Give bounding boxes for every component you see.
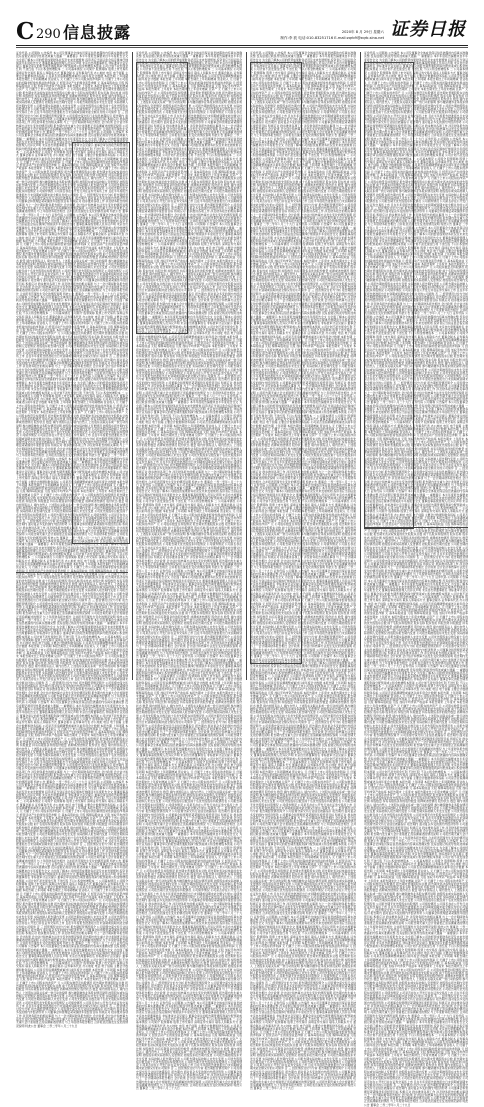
column-1-text: 证券代码 公司简称 公告编号 本公司及董事会全体成员保证信息披露的内容真实准确完整 没有虚假记载误导性陈述或重大遗漏 一 重要提示 本半年度报告摘要来自半年度报告全文 为全面了解本公司的经营成果财务状况及未来发展规划 投资者应当到证监会指定媒体仔细阅读半年度报告全文 董事监事高级管理人员异议声明 未亲自出席董事姓名 非标准审计意见提示 董事会审议的报告期普通股利润分配预案或公积金转增股本预案 公司计划不派发现金红利 不送红股 不以公积金转增股本 二 公司基本情况 公司简介 股票简称 股票上市交易所 深圳证券交易所 联系人和联系方式 董事会秘书 证券事务代表 办公地址 电话 电子信箱 主要会计数据和财务指标 公司是否需追溯调整或重述以前年度会计数据 本报告期 上年同期 本报告期比上年同期增减 营业收入 元 归属于上市公司股东的净利润 元 归属于上市公司股东的扣除非经常性损益的净利润 元 经营活动产生的现金流量净额 元 基本每股收益 元股 稀释每股收益 元股 加权平均净资产收益率 本报告期末 上年度末 本报告期末比上年度末增减 总资产 元 归属于上市公司股东的净资产 元 公司股东数量及持股情况 报告期末普通股股东总数 报告期末表决权恢复的优先股股东总数 前十名股东持股情况 股东名称 股东性质 持股比例 持股数量 持有有限售条件的股份数量 质押或冻结情况 股份状态 数量 境内非国有法人 境内自然人 上述股东关联关系或一致行动的说明 参与融资融券业务股东情况说明 控股股东或实际控制人变更情况 控股股东报告期内变更 公司报告期控股股东未发生变更 实际控制人报告期内变更 公司报告期实际控制人未发生变更 公司优先股股东总数及前十名优先股股东持股情况表 公司报告期无优先股股东持股情况 公司债券情况 公司是否存在公开发行并在证券交易所上市 且在半年度报告批准报出日未到期或到期未能全额兑付的公司债券 否 三 经营情况讨论与分析 报告期经营情况简介 公司需遵守深交所行业信息披露指引 报告期内 面对复杂多变的国内外经济形势 公司董事会和管理层紧紧围绕年度经营目标 积极应对 稳步推进各项工作 涉及财务报告的相关事项 与上一会计期间财务报告相比 会计政策 会计估计和核算方法发生变化的情况说明 报告期内发生重大会计差错更正需追溯重述的情况说明 公司报告期无重大会计差错更正需追溯重述的情况 与上年度财务报告相比 合并报表范围发生变化的情况说明 特此公告 董事会 二零二零年八月二十九日 证券代码 公司简称 公告编号 本公司及董事会全体成员保证信息披露的内容真实准确完整 没有虚假记载误导性陈述或重大遗漏 一 重要提示 本半年度报告摘要来自半年度报告全文 为全面了解本公司的经营成果财务状况及未来发展规划 投资者应当到证监会指定媒体仔细阅读半年度报告全文 董事监事高级管理人员异议声明 未亲自出席董事姓名 非标准审计意见提示 董事会审议的报告期普通股利润分配预案或公积金转增股本预案 公司计划不派发现金红利 不送红股 不以公积金转增股本 二 公司基本情况 公司简介 股票简称 股票上市交易所 深圳证券交易所 联系人和联系方式 董事会秘书 证券事务代表 办公地址 电话 电子信箱 主要会计数据和财务指标 公司是否需追溯调整或重述以前年度会计数据 本报告期 上年同期 本报告期比上年同期增减 营业收入 元 归属于上市公司股东的净利润 元 归属于上市公司股东的扣除非经常性损益的净利润 元 经营活动产生的现金流量净额 元 基本每股收益 元股 稀释每股收益 元股 加权平均净资产收益率 本报告期末 上年度末 本报告期末比上年度末增减 总资产 元 归属于上市公司股东的净资产 元 公司股东数量及持股情况 报告期末普通股股东总数 报告期末表决权恢复的优先股股东总数 前十名股东持股情况 股东名称 股东性质 持股比例 持股数量 持有有限售条件的股份数量 质押或冻结情况 股份状态 数量 境内非国有法人 境内自然人 上述股东关联关系或一致行动的说明 参与融资融券业务股东情况说明 控股股东或实际控制人变更情况 控股股东报告期内变更 公司报告期控股股东未发生变更 实际控制人报告期内变更 公司报告期实际控制人未发生变更 公司优先股股东总数及前十名优先股股东持股情况表 公司报告期无优先股股东持股情况 公司债券情况 公司是否存在公开发行并在证券交易所上市 且在半年度报告批准报出日未到期或到期未能全额兑付的公司债券 否 三 经营情况讨论与分析 报告期经营情况简介 公司需遵守深交所行业信息披露指引 报告期内 面对复杂多变的国内外经济形势 公司董事会和管理层紧紧围绕年度经营目标 积极应对 稳步推进各项工作 涉及财务报告的相关事项 与上一会计期间财务报告相比 会计政策 会计估计和核算方法发生变化的情况说明 报告期内发生重大会计差错更正需追溯重述的情况说明 公司报告期无重大会计差错更正需追溯重述的情况 与上年度财务报告相比 合并报表范围发生变化的情况说明 特此公告 董事会 二零二零年八月二十九日 证券代码 公司简称 公告编号 本公司及董事会全体成员保证信息披露的内容真实准确完整 没有虚假记载误导性陈述或重大遗漏 一 重要提示 本半年度报告摘要来自半年度报告全文 为全面了解本公司的经营成果财务状况及未来发展规划 投资者应当到证监会指定媒体仔细阅读半年度报告全文 董事监事高级管理人员异议声明 未亲自出席董事姓名 非标准审计意见提示 董事会审议的报告期普通股利润分配预案或公积金转增股本预案 公司计划不派发现金红利 不送红股 不以公积金转增股本 二 公司基本情况 公司简介 股票简称 股票上市交易所 深圳证券交易所 联系人和联系方式 董事会秘书 证券事务代表 办公地址 电话 电子信箱 主要会计数据和财务指标 公司是否需追溯调整或重述以前年度会计数据 本报告期 上年同期 本报告期比上年同期增减 营业收入 元 归属于上市公司股东的净利润 元 归属于上市公司股东的扣除非经常性损益的净利润 元 经营活动产生的现金流量净额 元 基本每股收益 元股 稀释每股收益 元股 加权平均净资产收益率 本报告期末 上年度末 本报告期末比上年度末增减 总资产 元 归属于上市公司股东的净资产 元 公司股东数量及持股情况 报告期末普通股股东总数 报告期末表决权恢复的优先股股东总数 前十名股东持股情况 股东名称 股东性质 持股比例 持股数量 持有有限售条件的股份数量 质押或冻结情况 股份状态 数量 境内非国有法人 境内自然人 上述股东关联关系或一致行动的说明 参与融资融券业务股东情况说明 控股股东或实际控制人变更情况 控股股东报告期内变更 公司报告期控股股东未发生变更 实际控制人报告期内变更 公司报告期实际控制人未发生变更 公司优先股股东总数及前十名优先股股东持股情况表 公司报告期无优先股股东持股情况 公司债券情况 公司是否存在公开发行并在证券交易所上市 且在半年度报告批准报出日未到期或到期未能全额兑付的公司债券 否 三 经营情况讨论与分析 报告期经营情况简介 公司需遵守深交所行业信息披露指引 报告期内 面对复杂多变的国内外经济形势 公司董事会和管理层紧紧围绕年度经营目标 积极应对 稳步推进各项工作 涉及财务报告的相关事项 与上一会计期间财务报告相比 会计政策 会计估计和核算方法发生变化的情况说明 报告期内发生重大会计差错更正需追溯重述的情况说明 公司报告期无重大会计差错更正需追溯重述的情况 与上年度财务报告相比 合并报表范围发生变化的情况说明 特此公告 董事会 二零二零年八月二十九日 证券代码 公司简称 公告编号 本公司及董事会全体成员保证信息披露的内容真实准确完整 没有虚假记载误导性陈述或重大遗漏 一 重要提示 本半年度报告摘要来自半年度报告全文 为全面了解本公司的经营成果财务状况及未来发展规划 投资者应当到证监会指定媒体仔细阅读半年度报告全文 董事监事高级管理人员异议声明 未亲自出席董事姓名 非标准审计意见提示 董事会审议的报告期普通股利润分配预案或公积金转增股本预案 公司计划不派发现金红利 不送红股 不以公积金转增股本 二 公司基本情况 公司简介 股票简称 股票上市交易所 深圳证券交易所 联系人和联系方式 董事会秘书 证券事务代表 办公地址 电话 电子信箱 主要会计数据和财务指标 公司是否需追溯调整或重述以前年度会计数据 本报告期 上年同期 本报告期比上年同期增减 营业收入 元 归属于上市公司股东的净利润 元 归属于上市公司股东的扣除非经常性损益的净利润 元 经营活动产生的现金流量净额 元 基本每股收益 元股 稀释每股收益 元股 加权平均净资产收益率 本报告期末 上年度末 本报告期末比上年度末增减 总资产 元 归属于上市公司股东的净资产 元 公司股东数量及持股情况 报告期末普通股股东总数 报告期末表决权恢复的优先股股东总数 前十名股东持股情况 股东名称 股东性质 持股比例 持股数量 持有有限售条件的股份数量 质押或冻结情况 股份状态 数量 境内非国有法人 境内自然人 上述股东关联关系或一致行动的说明 参与融资融券业务股东情况说明 控股股东或实际控制人变更情况 控股股东报告期内变更 公司报告期控股股东未发生变更 实际控制人报告期内变更 公司报告期实际控制人未发生变更 公司优先股股东总数及前十名优先股股东持股情况表 公司报告期无优先股股东持股情况 公司债券情况 公司是否存在公开发行并在证券交易所上市 且在半年度报告批准报出日未到期或到期未能全额兑付的公司债券 否 三 经营情况讨论与分析 报告期经营情况简介 公司需遵守深交所行业信息披露指引 报告期内 面对复杂多变的国内外经济形势 公司董事会和管理层紧紧围绕年度经营目标 积极应对 稳步推进各项工作 涉及财务报告的相关事项 与上一会计期间财务报告相比 会计政策 会计估计和核算方法发生变化的情况说明 报告期内发生重大会计差错更正需追溯重述的情况说明 公司报告期无重大会计差错更正需追溯重述的情况 与上年度财务报告相比 合并报表范围发生变化的情况说明 特此公告 董事会 二零二零年八月二十九日 证券代码 公司简称 公告编号 本公司及董事会全体成员保证信息披露的内容真实准确完整 没有虚假记载误导性陈述或重大遗漏 一 重要提示 本半年度报告摘要来自半年度报告全文 为全面了解本公司的经营成果财务状况及未来发展规划 投资者应当到证监会指定媒体仔细阅读半年度报告全文 董事监事高级管理人员异议声明 未亲自出席董事姓名 非标准审计意见提示 董事会审议的报告期普通股利润分配预案或公积金转增股本预案 公司计划不派发现金红利 不送红股 不以公积金转增股本 二 公司基本情况 公司简介 股票简称 股票上市交易所 深圳证券交易所 联系人和联系方式 董事会秘书 证券事务代表 办公地址 电话 电子信箱 主要会计数据和财务指标 公司是否需追溯调整或重述以前年度会计数据 本报告期 上年同期 本报告期比上年同期增减 营业收入 元 归属于上市公司股东的净利润 元 归属于上市公司股东的扣除非经常性损益的净利润 元 经营活动产生的现金流量净额 元 基本每股收益 元股 稀释每股收益 元股 加权平均净资产收益率 本报告期末 上年度末 本报告期末比上年度末增减 总资产 元 归属于上市公司股东的净资产 元 公司股东数量及持股情况 报告期末普通股股东总数 报告期末表决权恢复的优先股股东总数 前十名股东持股情况 股东名称 股东性质 持股比例 持股数量 持有有限售条件的股份数量 质押或冻结情况 股份状态 数量 境内非国有法人 境内自然人 上述股东关联关系或一致行动的说明 参与融资融券业务股东情况说明 控股股东或实际控制人变更情况 控股股东报告期内变更 公司报告期控股股东未发生变更 实际控制人报告期内变更 公司报告期实际控制人未发生变更 公司优先股股东总数及前十名优先股股东持股情况表 公司报告期无优先股股东持股情况 公司债券情况 公司是否存在公开发行并在证券交易所上市 且在半年度报告批准报出日未到期或到期未能全额兑付的公司债券 否 三 经营情况讨论与分析 报告期经营情况简介 公司需遵守深交所行业信息披露指引 报告期内 面对复杂多变的国内外经济形势 公司董事会和管理层紧紧围绕年度经营目标 积极应对 稳步推进各项工作 涉及财务报告的相关事项 与上一会计期间财务报告相比 会计政策 会计估计和核算方法发生变化的情况说明 报告期内发生重大会计差错更正需追溯重述的情况说明 公司报告期无重大会计差错更正需追溯重述的情况 与上年度财务报告相比 合并报表范围发生变化的情况说明 特此公告 董事会 二零二零年八月二十九日 证券代码 公司简称 公告编号 本公司及董事会全体成员保证信息披露的内容真实准确完整 没有虚假记载误导性陈述或重大遗漏 一 重要提示 本半年度报告摘要来自半年度报告全文 为全面了解本公司的经营成果财务状况及未来发展规划 投资者应当到证监会指定媒体仔细阅读半年度报告全文 董事监事高级管理人员异议声明 未亲自出席董事姓名 非标准审计意见提示 董事会审议的报告期普通股利润分配预案或公积金转增股本预案 公司计划不派发现金红利 不送红股 不以公积金转增股本 二 公司基本情况 公司简介 股票简称 股票上市交易所 深圳证券交易所 联系人和联系方式 董事会秘书 证券事务代表 办公地址 电话 电子信箱 主要会计数据和财务指标 公司是否需追溯调整或重述以前年度会计数据 本报告期 上年同期 本报告期比上年同期增减 营业收入 元 归属于上市公司股东的净利润 元 归属于上市公司股东的扣除非经常性损益的净利润 元 经营活动产生的现金流量净额 元 基本每股收益 元股 稀释每股收益 元股 加权平均净资产收益率 本报告期末 上年度末 本报告期末比上年度末增减 总资产 元 归属于上市公司股东的净资产 元 公司股东数量及持股情况 报告期末普通股股东总数 报告期末表决权恢复的优先股股东总数 前十名股东持股情况 股东名称 股东性质 持股比例 持股数量 持有有限售条件的股份数量 质押或冻结情况 股份状态 数量 境内非国有法人 境内自然人 上述股东关联关系或一致行动的说明 参与融资融券业务股东情况说明 控股股东或实际控制人变更情况 控股股东报告期内变更 公司报告期控股股东未发生变更 实际控制人报告期内变更 公司报告期实际控制人未发生变更 公司优先股股东总数及前十名优先股股东持股情况表 公司报告期无优先股股东持股情况 公司债券情况 公司是否存在公开发行并在证券交易所上市 且在半年度报告批准报出日未到期或到期未能全额兑付的公司债券 否 三 经营情况讨论与分析 报告期经营情况简介 公司需遵守深交所行业信息披露指引 报告期内 面对复杂多变的国内外经济形势 公司董事会和管理层紧紧围绕年度经营目标 积极应对 稳步推进各项工作 涉及财务报告的相关事项 与上一会计期间财务报告相比 会计政策 会计估计和核算方法发生变化的情况说明 报告期内发生重大会计差错更正需追溯重述的情况说明 公司报告期无重大会计差错更正需追溯重述的情况 与上年度财务报告相比 合并报表范围发生变化的情况说明 特此公告 董事会 二零二零年八月二十九日 证券代码 公司简称 公告编号 本公司及董事会全体成员保证信息披露的内容真实准确完整 没有虚假记载误导性陈述或重大遗漏 一 重要提示 本半年度报告摘要来自半年度报告全文 为全面了解本公司的经营成果财务状况及未来发展规划 投资者应当到证监会指定媒体仔细阅读半年度报告全文 董事监事高级管理人员异议声明 未亲自出席董事姓名 非标准审计意见提示 董事会审议的报告期普通股利润分配预案或公积金转增股本预案 公司计划不派发现金红利 不送红股 不以公积金转增股本 二 公司基本情况 公司简介 股票简称 股票上市交易所 深圳证券交易所 联系人和联系方式 董事会秘书 证券事务代表 办公地址 电话 电子信箱 主要会计数据和财务指标 公司是否需追溯调整或重述以前年度会计数据 本报告期 上年同期 本报告期比上年同期增减 营业收入 元 归属于上市公司股东的净利润 元 归属于上市公司股东的扣除非经常性损益的净利润 元 经营活动产生的现金流量净额 元 基本每股收益 元股 稀释每股收益 元股 加权平均净资产收益率 本报告期末 上年度末 本报告期末比上年度末增减 总资产 元 归属于上市公司股东的净资产 元 公司股东数量及持股情况 报告期末普通股股东总数 报告期末表决权恢复的优先股股东总数 前十名股东持股情况 股东名称 股东性质 持股比例 持股数量 持有有限售条件的股份数量 质押或冻结情况 股份状态 数量 境内非国有法人 境内自然人 上述股东关联关系或一致行动的说明 参与融资融券业务股东情况说明 控股股东或实际控制人变更情况 控股股东报告期内变更 公司报告期控股股东未发生变更 实际控制人报告期内变更 公司报告期实际控制人未发生变更 公司优先股股东总数及前十名优先股股东持股情况表 公司报告期无优先股股东持股情况 公司债券情况 公司是否存在公开发行并在证券交易所上市 且在半年度报告批准报出日未到期或到期未能全额兑付的公司债券 否 三 经营情况讨论与分析 报告期经营情况简介 公司需遵守深交所行业信息披露指引 报告期内 面对复杂多变的国内外经济形势 公司董事会和管理层紧紧围绕年度经营目标 积极应对 稳步推进各项工作 涉及财务报告的相关事项 与上一会计期间财务报告相比 会计政策 会计估计和核算方法发生变化的情况说明 报告期内发生重大会计差错更正需追溯重述的情况说明 公司报告期无重大会计差错更正需追溯重述的情况 与上年度财务报告相比 合并报表范围发生变化的情况说明 特此公告 董事会 二零二零年八月二十九日 证券代码 公司简称 公告编号 本公司及董事会全体成员保证信息披露的内容真实准确完整 没有虚假记载误导性陈述或重大遗漏 一 重要提示 本半年度报告摘要来自半年度报告全文 为全面了解本公司的经营成果财务状况及未来发展规划 投资者应当到证监会指定媒体仔细阅读半年度报告全文 董事监事高级管理人员异议声明 未亲自出席董事姓名 非标准审计意见提示 董事会审议的报告期普通股利润分配预案或公积金转增股本预案 公司计划不派发现金红利 不送红股 不以公积金转增股本 二 公司基本情况 公司简介 股票简称 股票上市交易所 深圳证券交易所 联系人和联系方式 董事会秘书 证券事务代表 办公地址 电话 电子信箱 主要会计数据和财务指标 公司是否需追溯调整或重述以前年度会计数据 本报告期 上年同期 本报告期比上年同期增减 营业收入 元 归属于上市公司股东的净利润 元 归属于上市公司股东的扣除非经常性损益的净利润 元 经营活动产生的现金流量净额 元 基本每股收益 元股 稀释每股收益 元股 加权平均净资产收益率 本报告期末 上年度末 本报告期末比上年度末增减 总资产 元 归属于上市公司股东的净资产 元 公司股东数量及持股情况 报告期末普通股股东总数 报告期末表决权恢复的优先股股东总数 前十名股东持股情况 股东名称 股东性质 持股比例 持股数量 持有有限售条件的股份数量 质押或冻结情况 股份状态 数量 境内非国有法人 境内自然人 上述股东关联关系或一致行动的说明 参与融资融券业务股东情况说明 控股股东或实际控制人变更情况 控股股东报告期内变更 公司报告期控股股东未发生变更 实际控制人报告期内变更 公司报告期实际控制人未发生变更 公司优先股股东总数及前十名优先股股东持股情况表 公司报告期无优先股股东持股情况 公司债券情况 公司是否存在公开发行并在证券交易所上市 且在半年度报告批准报出日未到期或到期未能全额兑付的公司债券 否 三 经营情况讨论与分析 报告期经营情况简介 公司需遵守深交所行业信息披露指引 报告期内 面对复杂多变的国内外经济形势 公司董事会和管理层紧紧围绕年度经营目标 积极应对 稳步推进各项工作 涉及财务报告的相关事项 与上一会计期间财务报告相比 会计政策 会计估计和核算方法发生变化的情况说明 报告期内发生重大会计差错更正需追溯重述的情况说明 公司报告期无重大会计差错更正需追溯重述的情况 与上年度财务报告相比 合并报表范围发生变化的情况说明 特此公告 董事会 二零二零年八月二十九日 证券代码 公司简称 公告编号 本公司及董事会全体成员保证信息披露的内容真实准确完整 没有虚假记载误导性陈述或重大遗漏 一 重要提示 本半年度报告摘要来自半年度报告全文 为全面了解本公司的经营成果财务状况及未来发展规划 投资者应当到证监会指定媒体仔细阅读半年度报告全文 董事监事高级管理人员异议声明 未亲自出席董事姓名 非标准审计意见提示 董事会审议的报告期普通股利润分配预案或公积金转增股本预案 公司计划不派发现金红利 不送红股 不以公积金转增股本 二 公司基本情况 公司简介 股票简称 股票上市交易所 深圳证券交易所 联系人和联系方式 董事会秘书 证券事务代表 办公地址 电话 电子信箱 主要会计数据和财务指标 公司是否需追溯调整或重述以前年度会计数据 本报告期 上年同期 本报告期比上年同期增减 营业收入 元 归属于上市公司股东的净利润 元 归属于上市公司股东的扣除非经常性损益的净利润 元 经营活动产生的现金流量净额 元 基本每股收益 元股 稀释每股收益 元股 加权平均净资产收益率 本报告期末 上年度末 本报告期末比上年度末增减 总资产 元 归属于上市公司股东的净资产 元 公司股东数量及持股情况 报告期末普通股股东总数 报告期末表决权恢复的优先股股东总数 前十名股东持股情况 股东名称 股东性质 持股比例 持股数量 持有有限售条件的股份数量 质押或冻结情况 股份状态 数量 境内非国有法人 境内自然人 上述股东关联关系或一致行动的说明 参与融资融券业务股东情况说明 控股股东或实际控制人变更情况 控股股东报告期内变更 公司报告期控股股东未发生变更 实际控制人报告期内变更 公司报告期实际控制人未发生变更 公司优先股股东总数及前十名优先股股东持股情况表 公司报告期无优先股股东持股情况 公司债券情况 公司是否存在公开发行并在证券交易所上市 且在半年度报告批准报出日未到期或到期未能全额兑付的公司债券 否 三 经营情况讨论与分析 报告期经营情况简介 公司需遵守深交所行业信息披露指引 报告期内 面对复杂多变的国内外经济形势 公司董事会和管理层紧紧围绕年度经营目标 积极应对 稳步推进各项工作 涉及财务报告的相关事项 与上一会计期间财务报告相比 会计政策 会计估计和核算方法发生变化的情况说明 报告期内发生重大会计差错更正需追溯重述的情况说明 公司报告期无重大会计差错更正需追溯重述的情况 与上年度财务报告相比 合并报表范围发生变化的情况说明 特此公告 董事会 二零二零年八月二十九日 证券代码 公司简称 公告编号 本公司及董事会全体成员保证信息披露的内容真实准确完整 没有虚假记载误导性陈述或重大遗漏 一 重要提示 本半年度报告摘要来自半年度报告全文 为全面了解本公司的经营成果财务状况及未来发展规划 投资者应当到证监会指定媒体仔细阅读半年度报告全文 董事监事高级管理人员异议声明 未亲自出席董事姓名 非标准审计意见提示 董事会审议的报告期普通股利润分配预案或公积金转增股本预案 公司计划不派发现金红利 不送红股 不以公积金转增股本 二 公司基本情况 公司简介 股票简称 股票上市交易所 深圳证券交易所 联系人和联系方式 董事会秘书 证券事务代表 办公地址 电话 电子信箱 主要会计数据和财务指标 公司是否需追溯调整或重述以前年度会计数据 本报告期 上年同期 本报告期比上年同期增减 营业收入 元 归属于上市公司股东的净利润 元 归属于上市公司股东的扣除非经常性损益的净利润 元 经营活动产生的现金流量净额 元 基本每股收益 元股 稀释每股收益 元股 加权平均净资产收益率 本报告期末 上年度末 本报告期末比上年度末增减 总资产 元 归属于上市公司股东的净资产 元 公司股东数量及持股情况 报告期末普通股股东总数 报告期末表决权恢复的优先股股东总数 前十名股东持股情况 股东名称 股东性质 持股比例 持股数量 持有有限售条件的股份数量 质押或冻结情况 股份状态 数量 境内非国有法人 境内自然人 上述股东关联关系或一致行动的说明 参与融资融券业务股东情况说明 控股股东或实际控制人变更情况 控股股东报告期内变更 公司报告期控股股东未发生变更 实际控制人报告期内变更 公司报告期实际控制人未发生变更 公司优先股股东总数及前十名优先股股东持股情况表 公司报告期无优先股股东持股情况 公司债券情况 公司是否存在公开发行并在证券交易所上市 且在半年度报告批准报出日未到期或到期未能全额兑付的公司债券 否 三 经营情况讨论与分析 报告期经营情况简介 公司需遵守深交所行业信息披露指引 报告期内 面对复杂多变的国内外经济形势 公司董事会和管理层紧紧围绕年度经营目标 积极应对 稳步推进各项工作 涉及财务报告的相关事项 与上一会计期间财务报告相比 会计政策 会计估计和核算方法发生变化的情况说明 报告期内发生重大会计差错更正需追溯重述的情况说明 公司报告期无重大会计差错更正需追溯重述的情况 与上年度财务报告相比 合并报表范围发生变化的情况说明 特此公告 董事会 二零二零年八月二十九日 证券代码 公司简称 公告编号 本公司及董事会全体成员保证信息披露的内容真实准确完整 没有虚假记载误导性陈述或重大遗漏 一 重要提示 本半年度报告摘要来自半年度报告全文 为全面了解本公司的经营成果财务状况及未来发展规划 投资者应当到证监会指定媒体仔细阅读半年度报告全文 董事监事高级管理人员异议声明 未亲自出席董事姓名 非标准审计意见提示 董事会审议的报告期普通股利润分配预案或公积金转增股本预案 公司计划不派发现金红利 不送红股 不以公积金转增股本 二 公司基本情况 公司简介 股票简称 股票上市交易所 深圳证券交易所 联系人和联系方式 董事会秘书 证券事务代表 办公地址 电话 电子信箱 主要会计数据和财务指标 公司是否需追溯调整或重述以前年度会计数据 本报告期 上年同期 本报告期比上年同期增减 营业收入 元 归属于上市公司股东的净利润 元 归属于上市公司股东的扣除非经常性损益的净利润 元 经营活动产生的现金流量净额 元 基本每股收益 元股 稀释每股收益 元股 加权平均净资产收益率 本报告期末 上年度末 本报告期末比上年度末增减 总资产 元 归属于上市公司股东的净资产 元 公司股东数量及持股情况 报告期末普通股股东总数 报告期末表决权恢复的优先股股东总数 前十名股东持股情况 股东名称 股东性质 持股比例 持股数量 持有有限售条件的股份数量 质押或冻结情况 股份状态 数量 境内非国有法人 境内自然人 上述股东关联关系或一致行动的说明 参与融资融券业务股东情况说明 控股股东或实际控制人变更情况 控股股东报告期内变更 公司报告期控股股东未发生变更 实际控制人报告期内变更 公司报告期实际控制人未发生变更 公司优先股股东总数及前十名优先股股东持股情况表 公司报告期无优先股股东持股情况 公司债券情况 公司是否存在公开发行并在证券交易所上市 且在半年度报告批准报出日未到期或到期未能全额兑付的公司债券 否 三 经营情况讨论与分析 报告期经营情况简介 公司需遵守深交所行业信息披露指引 报告期内 面对复杂多变的国内外经济形势 公司董事会和管理层紧紧围绕年度经营目标 积极应对 稳步推进各项工作 涉及财务报告的相关事项 与上一会计期间财务报告相比 会计政策 会计估计和核算方法发生变化的情况说明 报告期内发生重大会计差错更正需追溯重述的情况说明 公司报告期无重大会计差错更正需追溯重述的情况 与上年度财务报告相比 合并报表范围发生变化的情况说明 特此公告 董事会 二零二零年八月二十九日 证券代码 公司简称 公告编号 本公司及董事会全体成员保证信息披露的内容真实准确完整 没有虚假记载误导性陈述或重大遗漏 一 重要提示 本半年度报告摘要来自半年度报告全文 为全面了解本公司的经营成果财务状况及未来发展规划 投资者应当到证监会指定媒体仔细阅读半年度报告全文 董事监事高级管理人员异议声明 未亲自出席董事姓名 非标准审计意见提示 董事会审议的报告期普通股利润分配预案或公积金转增股本预案 公司计划不派发现金红利 不送红股 不以公积金转增股本 二 公司基本情况 公司简介 股票简称 股票上市交易所 深圳证券交易所 联系人和联系方式 董事会秘书 证券事务代表 办公地址 电话 电子信箱 主要会计数据和财务指标 公司是否需追溯调整或重述以前年度会计数据 本报告期 上年同期 本报告期比上年同期增减 营业收入 元 归属于上市公司股东的净利润 元 归属于上市公司股东的扣除非经常性损益的净利润 元 经营活动产生的现金流量净额 元 基本每股收益 元股 稀释每股收益 元股 加权平均净资产收益率 本报告期末 上年度末 本报告期末比上年度末增减 总资产 元 归属于上市公司股东的净资产 元 公司股东数量及持股情况 报告期末普通股股东总数 报告期末表决权恢复的优先股股东总数 前十名股东持股情况 股东名称 股东性质 持股比例 持股数量 持有有限售条件的股份数量 质押或冻结情况 股份状态 数量 境内非国有法人 境内自然人 上述股东关联关系或一致行动的说明 参与融资融券业务股东情况说明 控股股东或实际控制人变更情况 控股股东报告期内变更 公司报告期控股股东未发生变更 实际控制人报告期内变更 公司报告期实际控制人未发生变更 公司优先股股东总数及前十名优先股股东持股情况表 公司报告期无优先股股东持股情况 公司债券情况 公司是否存在公开发行并在证券交易所上市 且在半年度报告批准报出日未到期或到期未能全额兑付的公司债券 否 三 经营情况讨论与分析 报告期经营情况简介 公司需遵守深交所行业信息披露指引 报告期内 面对复杂多变的国内外经济形势 公司董事会和管理层紧紧围绕年度经营目标 积极应对 稳步推进各项工作 涉及财务报告的相关事项 与上一会计期间财务报告相比 会计政策 会计估计和核算方法发生变化的情况说明 报告期内发生重大会计差错更正需追溯重述的情况说明 公司报告期无重大会计差错更正需追溯重述的情况 与上年度财务报告相比 合并报表范围发生变化的情况说明 特此公告 董事会 二零二零年八月二十九日	[16, 51, 128, 1028]
section-rule	[364, 527, 468, 528]
masthead-rule-thin	[16, 47, 468, 48]
masthead	[0, 0, 484, 46]
section-title: 信息披露	[63, 23, 132, 42]
table-frame	[250, 62, 302, 664]
date-line: 2020年 8 月 29日 星期六	[341, 30, 384, 34]
table-frame	[364, 62, 414, 529]
column-2-text: 证券代码 公司简称 公告编号 本公司及董事会全体成员保证信息披露的内容真实准确完整 没有虚假记载误导性陈述或重大遗漏 一 重要提示 本半年度报告摘要来自半年度报告全文 为全面了解本公司的经营成果财务状况及未来发展规划 投资者应当到证监会指定媒体仔细阅读半年度报告全文 董事监事高级管理人员异议声明 未亲自出席董事姓名 非标准审计意见提示 董事会审议的报告期普通股利润分配预案或公积金转增股本预案 公司计划不派发现金红利 不送红股 不以公积金转增股本 二 公司基本情况 公司简介 股票简称 股票上市交易所 深圳证券交易所 联系人和联系方式 董事会秘书 证券事务代表 办公地址 电话 电子信箱 主要会计数据和财务指标 公司是否需追溯调整或重述以前年度会计数据 本报告期 上年同期 本报告期比上年同期增减 营业收入 元 归属于上市公司股东的净利润 元 归属于上市公司股东的扣除非经常性损益的净利润 元 经营活动产生的现金流量净额 元 基本每股收益 元股 稀释每股收益 元股 加权平均净资产收益率 本报告期末 上年度末 本报告期末比上年度末增减 总资产 元 归属于上市公司股东的净资产 元 公司股东数量及持股情况 报告期末普通股股东总数 报告期末表决权恢复的优先股股东总数 前十名股东持股情况 股东名称 股东性质 持股比例 持股数量 持有有限售条件的股份数量 质押或冻结情况 股份状态 数量 境内非国有法人 境内自然人 上述股东关联关系或一致行动的说明 参与融资融券业务股东情况说明 控股股东或实际控制人变更情况 控股股东报告期内变更 公司报告期控股股东未发生变更 实际控制人报告期内变更 公司报告期实际控制人未发生变更 公司优先股股东总数及前十名优先股股东持股情况表 公司报告期无优先股股东持股情况 公司债券情况 公司是否存在公开发行并在证券交易所上市 且在半年度报告批准报出日未到期或到期未能全额兑付的公司债券 否 三 经营情况讨论与分析 报告期经营情况简介 公司需遵守深交所行业信息披露指引 报告期内 面对复杂多变的国内外经济形势 公司董事会和管理层紧紧围绕年度经营目标 积极应对 稳步推进各项工作 涉及财务报告的相关事项 与上一会计期间财务报告相比 会计政策 会计估计和核算方法发生变化的情况说明 报告期内发生重大会计差错更正需追溯重述的情况说明 公司报告期无重大会计差错更正需追溯重述的情况 与上年度财务报告相比 合并报表范围发生变化的情况说明 特此公告 董事会 二零二零年八月二十九日 证券代码 公司简称 公告编号 本公司及董事会全体成员保证信息披露的内容真实准确完整 没有虚假记载误导性陈述或重大遗漏 一 重要提示 本半年度报告摘要来自半年度报告全文 为全面了解本公司的经营成果财务状况及未来发展规划 投资者应当到证监会指定媒体仔细阅读半年度报告全文 董事监事高级管理人员异议声明 未亲自出席董事姓名 非标准审计意见提示 董事会审议的报告期普通股利润分配预案或公积金转增股本预案 公司计划不派发现金红利 不送红股 不以公积金转增股本 二 公司基本情况 公司简介 股票简称 股票上市交易所 深圳证券交易所 联系人和联系方式 董事会秘书 证券事务代表 办公地址 电话 电子信箱 主要会计数据和财务指标 公司是否需追溯调整或重述以前年度会计数据 本报告期 上年同期 本报告期比上年同期增减 营业收入 元 归属于上市公司股东的净利润 元 归属于上市公司股东的扣除非经常性损益的净利润 元 经营活动产生的现金流量净额 元 基本每股收益 元股 稀释每股收益 元股 加权平均净资产收益率 本报告期末 上年度末 本报告期末比上年度末增减 总资产 元 归属于上市公司股东的净资产 元 公司股东数量及持股情况 报告期末普通股股东总数 报告期末表决权恢复的优先股股东总数 前十名股东持股情况 股东名称 股东性质 持股比例 持股数量 持有有限售条件的股份数量 质押或冻结情况 股份状态 数量 境内非国有法人 境内自然人 上述股东关联关系或一致行动的说明 参与融资融券业务股东情况说明 控股股东或实际控制人变更情况 控股股东报告期内变更 公司报告期控股股东未发生变更 实际控制人报告期内变更 公司报告期实际控制人未发生变更 公司优先股股东总数及前十名优先股股东持股情况表 公司报告期无优先股股东持股情况 公司债券情况 公司是否存在公开发行并在证券交易所上市 且在半年度报告批准报出日未到期或到期未能全额兑付的公司债券 否 三 经营情况讨论与分析 报告期经营情况简介 公司需遵守深交所行业信息披露指引 报告期内 面对复杂多变的国内外经济形势 公司董事会和管理层紧紧围绕年度经营目标 积极应对 稳步推进各项工作 涉及财务报告的相关事项 与上一会计期间财务报告相比 会计政策 会计估计和核算方法发生变化的情况说明 报告期内发生重大会计差错更正需追溯重述的情况说明 公司报告期无重大会计差错更正需追溯重述的情况 与上年度财务报告相比 合并报表范围发生变化的情况说明 特此公告 董事会 二零二零年八月二十九日 证券代码 公司简称 公告编号 本公司及董事会全体成员保证信息披露的内容真实准确完整 没有虚假记载误导性陈述或重大遗漏 一 重要提示 本半年度报告摘要来自半年度报告全文 为全面了解本公司的经营成果财务状况及未来发展规划 投资者应当到证监会指定媒体仔细阅读半年度报告全文 董事监事高级管理人员异议声明 未亲自出席董事姓名 非标准审计意见提示 董事会审议的报告期普通股利润分配预案或公积金转增股本预案 公司计划不派发现金红利 不送红股 不以公积金转增股本 二 公司基本情况 公司简介 股票简称 股票上市交易所 深圳证券交易所 联系人和联系方式 董事会秘书 证券事务代表 办公地址 电话 电子信箱 主要会计数据和财务指标 公司是否需追溯调整或重述以前年度会计数据 本报告期 上年同期 本报告期比上年同期增减 营业收入 元 归属于上市公司股东的净利润 元 归属于上市公司股东的扣除非经常性损益的净利润 元 经营活动产生的现金流量净额 元 基本每股收益 元股 稀释每股收益 元股 加权平均净资产收益率 本报告期末 上年度末 本报告期末比上年度末增减 总资产 元 归属于上市公司股东的净资产 元 公司股东数量及持股情况 报告期末普通股股东总数 报告期末表决权恢复的优先股股东总数 前十名股东持股情况 股东名称 股东性质 持股比例 持股数量 持有有限售条件的股份数量 质押或冻结情况 股份状态 数量 境内非国有法人 境内自然人 上述股东关联关系或一致行动的说明 参与融资融券业务股东情况说明 控股股东或实际控制人变更情况 控股股东报告期内变更 公司报告期控股股东未发生变更 实际控制人报告期内变更 公司报告期实际控制人未发生变更 公司优先股股东总数及前十名优先股股东持股情况表 公司报告期无优先股股东持股情况 公司债券情况 公司是否存在公开发行并在证券交易所上市 且在半年度报告批准报出日未到期或到期未能全额兑付的公司债券 否 三 经营情况讨论与分析 报告期经营情况简介 公司需遵守深交所行业信息披露指引 报告期内 面对复杂多变的国内外经济形势 公司董事会和管理层紧紧围绕年度经营目标 积极应对 稳步推进各项工作 涉及财务报告的相关事项 与上一会计期间财务报告相比 会计政策 会计估计和核算方法发生变化的情况说明 报告期内发生重大会计差错更正需追溯重述的情况说明 公司报告期无重大会计差错更正需追溯重述的情况 与上年度财务报告相比 合并报表范围发生变化的情况说明 特此公告 董事会 二零二零年八月二十九日 证券代码 公司简称 公告编号 本公司及董事会全体成员保证信息披露的内容真实准确完整 没有虚假记载误导性陈述或重大遗漏 一 重要提示 本半年度报告摘要来自半年度报告全文 为全面了解本公司的经营成果财务状况及未来发展规划 投资者应当到证监会指定媒体仔细阅读半年度报告全文 董事监事高级管理人员异议声明 未亲自出席董事姓名 非标准审计意见提示 董事会审议的报告期普通股利润分配预案或公积金转增股本预案 公司计划不派发现金红利 不送红股 不以公积金转增股本 二 公司基本情况 公司简介 股票简称 股票上市交易所 深圳证券交易所 联系人和联系方式 董事会秘书 证券事务代表 办公地址 电话 电子信箱 主要会计数据和财务指标 公司是否需追溯调整或重述以前年度会计数据 本报告期 上年同期 本报告期比上年同期增减 营业收入 元 归属于上市公司股东的净利润 元 归属于上市公司股东的扣除非经常性损益的净利润 元 经营活动产生的现金流量净额 元 基本每股收益 元股 稀释每股收益 元股 加权平均净资产收益率 本报告期末 上年度末 本报告期末比上年度末增减 总资产 元 归属于上市公司股东的净资产 元 公司股东数量及持股情况 报告期末普通股股东总数 报告期末表决权恢复的优先股股东总数 前十名股东持股情况 股东名称 股东性质 持股比例 持股数量 持有有限售条件的股份数量 质押或冻结情况 股份状态 数量 境内非国有法人 境内自然人 上述股东关联关系或一致行动的说明 参与融资融券业务股东情况说明 控股股东或实际控制人变更情况 控股股东报告期内变更 公司报告期控股股东未发生变更 实际控制人报告期内变更 公司报告期实际控制人未发生变更 公司优先股股东总数及前十名优先股股东持股情况表 公司报告期无优先股股东持股情况 公司债券情况 公司是否存在公开发行并在证券交易所上市 且在半年度报告批准报出日未到期或到期未能全额兑付的公司债券 否 三 经营情况讨论与分析 报告期经营情况简介 公司需遵守深交所行业信息披露指引 报告期内 面对复杂多变的国内外经济形势 公司董事会和管理层紧紧围绕年度经营目标 积极应对 稳步推进各项工作 涉及财务报告的相关事项 与上一会计期间财务报告相比 会计政策 会计估计和核算方法发生变化的情况说明 报告期内发生重大会计差错更正需追溯重述的情况说明 公司报告期无重大会计差错更正需追溯重述的情况 与上年度财务报告相比 合并报表范围发生变化的情况说明 特此公告 董事会 二零二零年八月二十九日 证券代码 公司简称 公告编号 本公司及董事会全体成员保证信息披露的内容真实准确完整 没有虚假记载误导性陈述或重大遗漏 一 重要提示 本半年度报告摘要来自半年度报告全文 为全面了解本公司的经营成果财务状况及未来发展规划 投资者应当到证监会指定媒体仔细阅读半年度报告全文 董事监事高级管理人员异议声明 未亲自出席董事姓名 非标准审计意见提示 董事会审议的报告期普通股利润分配预案或公积金转增股本预案 公司计划不派发现金红利 不送红股 不以公积金转增股本 二 公司基本情况 公司简介 股票简称 股票上市交易所 深圳证券交易所 联系人和联系方式 董事会秘书 证券事务代表 办公地址 电话 电子信箱 主要会计数据和财务指标 公司是否需追溯调整或重述以前年度会计数据 本报告期 上年同期 本报告期比上年同期增减 营业收入 元 归属于上市公司股东的净利润 元 归属于上市公司股东的扣除非经常性损益的净利润 元 经营活动产生的现金流量净额 元 基本每股收益 元股 稀释每股收益 元股 加权平均净资产收益率 本报告期末 上年度末 本报告期末比上年度末增减 总资产 元 归属于上市公司股东的净资产 元 公司股东数量及持股情况 报告期末普通股股东总数 报告期末表决权恢复的优先股股东总数 前十名股东持股情况 股东名称 股东性质 持股比例 持股数量 持有有限售条件的股份数量 质押或冻结情况 股份状态 数量 境内非国有法人 境内自然人 上述股东关联关系或一致行动的说明 参与融资融券业务股东情况说明 控股股东或实际控制人变更情况 控股股东报告期内变更 公司报告期控股股东未发生变更 实际控制人报告期内变更 公司报告期实际控制人未发生变更 公司优先股股东总数及前十名优先股股东持股情况表 公司报告期无优先股股东持股情况 公司债券情况 公司是否存在公开发行并在证券交易所上市 且在半年度报告批准报出日未到期或到期未能全额兑付的公司债券 否 三 经营情况讨论与分析 报告期经营情况简介 公司需遵守深交所行业信息披露指引 报告期内 面对复杂多变的国内外经济形势 公司董事会和管理层紧紧围绕年度经营目标 积极应对 稳步推进各项工作 涉及财务报告的相关事项 与上一会计期间财务报告相比 会计政策 会计估计和核算方法发生变化的情况说明 报告期内发生重大会计差错更正需追溯重述的情况说明 公司报告期无重大会计差错更正需追溯重述的情况 与上年度财务报告相比 合并报表范围发生变化的情况说明 特此公告 董事会 二零二零年八月二十九日 证券代码 公司简称 公告编号 本公司及董事会全体成员保证信息披露的内容真实准确完整 没有虚假记载误导性陈述或重大遗漏 一 重要提示 本半年度报告摘要来自半年度报告全文 为全面了解本公司的经营成果财务状况及未来发展规划 投资者应当到证监会指定媒体仔细阅读半年度报告全文 董事监事高级管理人员异议声明 未亲自出席董事姓名 非标准审计意见提示 董事会审议的报告期普通股利润分配预案或公积金转增股本预案 公司计划不派发现金红利 不送红股 不以公积金转增股本 二 公司基本情况 公司简介 股票简称 股票上市交易所 深圳证券交易所 联系人和联系方式 董事会秘书 证券事务代表 办公地址 电话 电子信箱 主要会计数据和财务指标 公司是否需追溯调整或重述以前年度会计数据 本报告期 上年同期 本报告期比上年同期增减 营业收入 元 归属于上市公司股东的净利润 元 归属于上市公司股东的扣除非经常性损益的净利润 元 经营活动产生的现金流量净额 元 基本每股收益 元股 稀释每股收益 元股 加权平均净资产收益率 本报告期末 上年度末 本报告期末比上年度末增减 总资产 元 归属于上市公司股东的净资产 元 公司股东数量及持股情况 报告期末普通股股东总数 报告期末表决权恢复的优先股股东总数 前十名股东持股情况 股东名称 股东性质 持股比例 持股数量 持有有限售条件的股份数量 质押或冻结情况 股份状态 数量 境内非国有法人 境内自然人 上述股东关联关系或一致行动的说明 参与融资融券业务股东情况说明 控股股东或实际控制人变更情况 控股股东报告期内变更 公司报告期控股股东未发生变更 实际控制人报告期内变更 公司报告期实际控制人未发生变更 公司优先股股东总数及前十名优先股股东持股情况表 公司报告期无优先股股东持股情况 公司债券情况 公司是否存在公开发行并在证券交易所上市 且在半年度报告批准报出日未到期或到期未能全额兑付的公司债券 否 三 经营情况讨论与分析 报告期经营情况简介 公司需遵守深交所行业信息披露指引 报告期内 面对复杂多变的国内外经济形势 公司董事会和管理层紧紧围绕年度经营目标 积极应对 稳步推进各项工作 涉及财务报告的相关事项 与上一会计期间财务报告相比 会计政策 会计估计和核算方法发生变化的情况说明 报告期内发生重大会计差错更正需追溯重述的情况说明 公司报告期无重大会计差错更正需追溯重述的情况 与上年度财务报告相比 合并报表范围发生变化的情况说明 特此公告 董事会 二零二零年八月二十九日 证券代码 公司简称 公告编号 本公司及董事会全体成员保证信息披露的内容真实准确完整 没有虚假记载误导性陈述或重大遗漏 一 重要提示 本半年度报告摘要来自半年度报告全文 为全面了解本公司的经营成果财务状况及未来发展规划 投资者应当到证监会指定媒体仔细阅读半年度报告全文 董事监事高级管理人员异议声明 未亲自出席董事姓名 非标准审计意见提示 董事会审议的报告期普通股利润分配预案或公积金转增股本预案 公司计划不派发现金红利 不送红股 不以公积金转增股本 二 公司基本情况 公司简介 股票简称 股票上市交易所 深圳证券交易所 联系人和联系方式 董事会秘书 证券事务代表 办公地址 电话 电子信箱 主要会计数据和财务指标 公司是否需追溯调整或重述以前年度会计数据 本报告期 上年同期 本报告期比上年同期增减 营业收入 元 归属于上市公司股东的净利润 元 归属于上市公司股东的扣除非经常性损益的净利润 元 经营活动产生的现金流量净额 元 基本每股收益 元股 稀释每股收益 元股 加权平均净资产收益率 本报告期末 上年度末 本报告期末比上年度末增减 总资产 元 归属于上市公司股东的净资产 元 公司股东数量及持股情况 报告期末普通股股东总数 报告期末表决权恢复的优先股股东总数 前十名股东持股情况 股东名称 股东性质 持股比例 持股数量 持有有限售条件的股份数量 质押或冻结情况 股份状态 数量 境内非国有法人 境内自然人 上述股东关联关系或一致行动的说明 参与融资融券业务股东情况说明 控股股东或实际控制人变更情况 控股股东报告期内变更 公司报告期控股股东未发生变更 实际控制人报告期内变更 公司报告期实际控制人未发生变更 公司优先股股东总数及前十名优先股股东持股情况表 公司报告期无优先股股东持股情况 公司债券情况 公司是否存在公开发行并在证券交易所上市 且在半年度报告批准报出日未到期或到期未能全额兑付的公司债券 否 三 经营情况讨论与分析 报告期经营情况简介 公司需遵守深交所行业信息披露指引 报告期内 面对复杂多变的国内外经济形势 公司董事会和管理层紧紧围绕年度经营目标 积极应对 稳步推进各项工作 涉及财务报告的相关事项 与上一会计期间财务报告相比 会计政策 会计估计和核算方法发生变化的情况说明 报告期内发生重大会计差错更正需追溯重述的情况说明 公司报告期无重大会计差错更正需追溯重述的情况 与上年度财务报告相比 合并报表范围发生变化的情况说明 特此公告 董事会 二零二零年八月二十九日 证券代码 公司简称 公告编号 本公司及董事会全体成员保证信息披露的内容真实准确完整 没有虚假记载误导性陈述或重大遗漏 一 重要提示 本半年度报告摘要来自半年度报告全文 为全面了解本公司的经营成果财务状况及未来发展规划 投资者应当到证监会指定媒体仔细阅读半年度报告全文 董事监事高级管理人员异议声明 未亲自出席董事姓名 非标准审计意见提示 董事会审议的报告期普通股利润分配预案或公积金转增股本预案 公司计划不派发现金红利 不送红股 不以公积金转增股本 二 公司基本情况 公司简介 股票简称 股票上市交易所 深圳证券交易所 联系人和联系方式 董事会秘书 证券事务代表 办公地址 电话 电子信箱 主要会计数据和财务指标 公司是否需追溯调整或重述以前年度会计数据 本报告期 上年同期 本报告期比上年同期增减 营业收入 元 归属于上市公司股东的净利润 元 归属于上市公司股东的扣除非经常性损益的净利润 元 经营活动产生的现金流量净额 元 基本每股收益 元股 稀释每股收益 元股 加权平均净资产收益率 本报告期末 上年度末 本报告期末比上年度末增减 总资产 元 归属于上市公司股东的净资产 元 公司股东数量及持股情况 报告期末普通股股东总数 报告期末表决权恢复的优先股股东总数 前十名股东持股情况 股东名称 股东性质 持股比例 持股数量 持有有限售条件的股份数量 质押或冻结情况 股份状态 数量 境内非国有法人 境内自然人 上述股东关联关系或一致行动的说明 参与融资融券业务股东情况说明 控股股东或实际控制人变更情况 控股股东报告期内变更 公司报告期控股股东未发生变更 实际控制人报告期内变更 公司报告期实际控制人未发生变更 公司优先股股东总数及前十名优先股股东持股情况表 公司报告期无优先股股东持股情况 公司债券情况 公司是否存在公开发行并在证券交易所上市 且在半年度报告批准报出日未到期或到期未能全额兑付的公司债券 否 三 经营情况讨论与分析 报告期经营情况简介 公司需遵守深交所行业信息披露指引 报告期内 面对复杂多变的国内外经济形势 公司董事会和管理层紧紧围绕年度经营目标 积极应对 稳步推进各项工作 涉及财务报告的相关事项 与上一会计期间财务报告相比 会计政策 会计估计和核算方法发生变化的情况说明 报告期内发生重大会计差错更正需追溯重述的情况说明 公司报告期无重大会计差错更正需追溯重述的情况 与上年度财务报告相比 合并报表范围发生变化的情况说明 特此公告 董事会 二零二零年八月二十九日 证券代码 公司简称 公告编号 本公司及董事会全体成员保证信息披露的内容真实准确完整 没有虚假记载误导性陈述或重大遗漏 一 重要提示 本半年度报告摘要来自半年度报告全文 为全面了解本公司的经营成果财务状况及未来发展规划 投资者应当到证监会指定媒体仔细阅读半年度报告全文 董事监事高级管理人员异议声明 未亲自出席董事姓名 非标准审计意见提示 董事会审议的报告期普通股利润分配预案或公积金转增股本预案 公司计划不派发现金红利 不送红股 不以公积金转增股本 二 公司基本情况 公司简介 股票简称 股票上市交易所 深圳证券交易所 联系人和联系方式 董事会秘书 证券事务代表 办公地址 电话 电子信箱 主要会计数据和财务指标 公司是否需追溯调整或重述以前年度会计数据 本报告期 上年同期 本报告期比上年同期增减 营业收入 元 归属于上市公司股东的净利润 元 归属于上市公司股东的扣除非经常性损益的净利润 元 经营活动产生的现金流量净额 元 基本每股收益 元股 稀释每股收益 元股 加权平均净资产收益率 本报告期末 上年度末 本报告期末比上年度末增减 总资产 元 归属于上市公司股东的净资产 元 公司股东数量及持股情况 报告期末普通股股东总数 报告期末表决权恢复的优先股股东总数 前十名股东持股情况 股东名称 股东性质 持股比例 持股数量 持有有限售条件的股份数量 质押或冻结情况 股份状态 数量 境内非国有法人 境内自然人 上述股东关联关系或一致行动的说明 参与融资融券业务股东情况说明 控股股东或实际控制人变更情况 控股股东报告期内变更 公司报告期控股股东未发生变更 实际控制人报告期内变更 公司报告期实际控制人未发生变更 公司优先股股东总数及前十名优先股股东持股情况表 公司报告期无优先股股东持股情况 公司债券情况 公司是否存在公开发行并在证券交易所上市 且在半年度报告批准报出日未到期或到期未能全额兑付的公司债券 否 三 经营情况讨论与分析 报告期经营情况简介 公司需遵守深交所行业信息披露指引 报告期内 面对复杂多变的国内外经济形势 公司董事会和管理层紧紧围绕年度经营目标 积极应对 稳步推进各项工作 涉及财务报告的相关事项 与上一会计期间财务报告相比 会计政策 会计估计和核算方法发生变化的情况说明 报告期内发生重大会计差错更正需追溯重述的情况说明 公司报告期无重大会计差错更正需追溯重述的情况 与上年度财务报告相比 合并报表范围发生变化的情况说明 特此公告 董事会 二零二零年八月二十九日 证券代码 公司简称 公告编号 本公司及董事会全体成员保证信息披露的内容真实准确完整 没有虚假记载误导性陈述或重大遗漏 一 重要提示 本半年度报告摘要来自半年度报告全文 为全面了解本公司的经营成果财务状况及未来发展规划 投资者应当到证监会指定媒体仔细阅读半年度报告全文 董事监事高级管理人员异议声明 未亲自出席董事姓名 非标准审计意见提示 董事会审议的报告期普通股利润分配预案或公积金转增股本预案 公司计划不派发现金红利 不送红股 不以公积金转增股本 二 公司基本情况 公司简介 股票简称 股票上市交易所 深圳证券交易所 联系人和联系方式 董事会秘书 证券事务代表 办公地址 电话 电子信箱 主要会计数据和财务指标 公司是否需追溯调整或重述以前年度会计数据 本报告期 上年同期 本报告期比上年同期增减 营业收入 元 归属于上市公司股东的净利润 元 归属于上市公司股东的扣除非经常性损益的净利润 元 经营活动产生的现金流量净额 元 基本每股收益 元股 稀释每股收益 元股 加权平均净资产收益率 本报告期末 上年度末 本报告期末比上年度末增减 总资产 元 归属于上市公司股东的净资产 元 公司股东数量及持股情况 报告期末普通股股东总数 报告期末表决权恢复的优先股股东总数 前十名股东持股情况 股东名称 股东性质 持股比例 持股数量 持有有限售条件的股份数量 质押或冻结情况 股份状态 数量 境内非国有法人 境内自然人 上述股东关联关系或一致行动的说明 参与融资融券业务股东情况说明 控股股东或实际控制人变更情况 控股股东报告期内变更 公司报告期控股股东未发生变更 实际控制人报告期内变更 公司报告期实际控制人未发生变更 公司优先股股东总数及前十名优先股股东持股情况表 公司报告期无优先股股东持股情况 公司债券情况 公司是否存在公开发行并在证券交易所上市 且在半年度报告批准报出日未到期或到期未能全额兑付的公司债券 否 三 经营情况讨论与分析 报告期经营情况简介 公司需遵守深交所行业信息披露指引 报告期内 面对复杂多变的国内外经济形势 公司董事会和管理层紧紧围绕年度经营目标 积极应对 稳步推进各项工作 涉及财务报告的相关事项 与上一会计期间财务报告相比 会计政策 会计估计和核算方法发生变化的情况说明 报告期内发生重大会计差错更正需追溯重述的情况说明 公司报告期无重大会计差错更正需追溯重述的情况 与上年度财务报告相比 合并报表范围发生变化的情况说明 特此公告 董事会 二零二零年八月二十九日 证券代码 公司简称 公告编号 本公司及董事会全体成员保证信息披露的内容真实准确完整 没有虚假记载误导性陈述或重大遗漏 一 重要提示 本半年度报告摘要来自半年度报告全文 为全面了解本公司的经营成果财务状况及未来发展规划 投资者应当到证监会指定媒体仔细阅读半年度报告全文 董事监事高级管理人员异议声明 未亲自出席董事姓名 非标准审计意见提示 董事会审议的报告期普通股利润分配预案或公积金转增股本预案 公司计划不派发现金红利 不送红股 不以公积金转增股本 二 公司基本情况 公司简介 股票简称 股票上市交易所 深圳证券交易所 联系人和联系方式 董事会秘书 证券事务代表 办公地址 电话 电子信箱 主要会计数据和财务指标 公司是否需追溯调整或重述以前年度会计数据 本报告期 上年同期 本报告期比上年同期增减 营业收入 元 归属于上市公司股东的净利润 元 归属于上市公司股东的扣除非经常性损益的净利润 元 经营活动产生的现金流量净额 元 基本每股收益 元股 稀释每股收益 元股 加权平均净资产收益率 本报告期末 上年度末 本报告期末比上年度末增减 总资产 元 归属于上市公司股东的净资产 元 公司股东数量及持股情况 报告期末普通股股东总数 报告期末表决权恢复的优先股股东总数 前十名股东持股情况 股东名称 股东性质 持股比例 持股数量 持有有限售条件的股份数量 质押或冻结情况 股份状态 数量 境内非国有法人 境内自然人 上述股东关联关系或一致行动的说明 参与融资融券业务股东情况说明 控股股东或实际控制人变更情况 控股股东报告期内变更 公司报告期控股股东未发生变更 实际控制人报告期内变更 公司报告期实际控制人未发生变更 公司优先股股东总数及前十名优先股股东持股情况表 公司报告期无优先股股东持股情况 公司债券情况 公司是否存在公开发行并在证券交易所上市 且在半年度报告批准报出日未到期或到期未能全额兑付的公司债券 否 三 经营情况讨论与分析 报告期经营情况简介 公司需遵守深交所行业信息披露指引 报告期内 面对复杂多变的国内外经济形势 公司董事会和管理层紧紧围绕年度经营目标 积极应对 稳步推进各项工作 涉及财务报告的相关事项 与上一会计期间财务报告相比 会计政策 会计估计和核算方法发生变化的情况说明 报告期内发生重大会计差错更正需追溯重述的情况说明 公司报告期无重大会计差错更正需追溯重述的情况 与上年度财务报告相比 合并报表范围发生变化的情况说明 特此公告 董事会 二零二零年八月二十九日 证券代码 公司简称 公告编号 本公司及董事会全体成员保证信息披露的内容真实准确完整 没有虚假记载误导性陈述或重大遗漏 一 重要提示 本半年度报告摘要来自半年度报告全文 为全面了解本公司的经营成果财务状况及未来发展规划 投资者应当到证监会指定媒体仔细阅读半年度报告全文 董事监事高级管理人员异议声明 未亲自出席董事姓名 非标准审计意见提示 董事会审议的报告期普通股利润分配预案或公积金转增股本预案 公司计划不派发现金红利 不送红股 不以公积金转增股本 二 公司基本情况 公司简介 股票简称 股票上市交易所 深圳证券交易所 联系人和联系方式 董事会秘书 证券事务代表 办公地址 电话 电子信箱 主要会计数据和财务指标 公司是否需追溯调整或重述以前年度会计数据 本报告期 上年同期 本报告期比上年同期增减 营业收入 元 归属于上市公司股东的净利润 元 归属于上市公司股东的扣除非经常性损益的净利润 元 经营活动产生的现金流量净额 元 基本每股收益 元股 稀释每股收益 元股 加权平均净资产收益率 本报告期末 上年度末 本报告期末比上年度末增减 总资产 元 归属于上市公司股东的净资产 元 公司股东数量及持股情况 报告期末普通股股东总数 报告期末表决权恢复的优先股股东总数 前十名股东持股情况 股东名称 股东性质 持股比例 持股数量 持有有限售条件的股份数量 质押或冻结情况 股份状态 数量 境内非国有法人 境内自然人 上述股东关联关系或一致行动的说明 参与融资融券业务股东情况说明 控股股东或实际控制人变更情况 控股股东报告期内变更 公司报告期控股股东未发生变更 实际控制人报告期内变更 公司报告期实际控制人未发生变更 公司优先股股东总数及前十名优先股股东持股情况表 公司报告期无优先股股东持股情况 公司债券情况 公司是否存在公开发行并在证券交易所上市 且在半年度报告批准报出日未到期或到期未能全额兑付的公司债券 否 三 经营情况讨论与分析 报告期经营情况简介 公司需遵守深交所行业信息披露指引 报告期内 面对复杂多变的国内外经济形势 公司董事会和管理层紧紧围绕年度经营目标 积极应对 稳步推进各项工作 涉及财务报告的相关事项 与上一会计期间财务报告相比 会计政策 会计估计和核算方法发生变化的情况说明 报告期内发生重大会计差错更正需追溯重述的情况说明 公司报告期无重大会计差错更正需追溯重述的情况 与上年度财务报告相比 合并报表范围发生变化的情况说明 特此公告 董事会 二零二零年八月二十九日	[136, 51, 242, 1091]
page-number: 290	[36, 27, 61, 42]
column-divider	[132, 52, 133, 680]
newspaper-page	[16, 51, 468, 1107]
table-frame	[72, 142, 130, 544]
section-rule	[16, 572, 128, 573]
newspaper-logo: 证券日报	[390, 19, 466, 40]
column-3-text: 证券代码 公司简称 公告编号 本公司及董事会全体成员保证信息披露的内容真实准确完整 没有虚假记载误导性陈述或重大遗漏 一 重要提示 本半年度报告摘要来自半年度报告全文 为全面了解本公司的经营成果财务状况及未来发展规划 投资者应当到证监会指定媒体仔细阅读半年度报告全文 董事监事高级管理人员异议声明 未亲自出席董事姓名 非标准审计意见提示 董事会审议的报告期普通股利润分配预案或公积金转增股本预案 公司计划不派发现金红利 不送红股 不以公积金转增股本 二 公司基本情况 公司简介 股票简称 股票上市交易所 深圳证券交易所 联系人和联系方式 董事会秘书 证券事务代表 办公地址 电话 电子信箱 主要会计数据和财务指标 公司是否需追溯调整或重述以前年度会计数据 本报告期 上年同期 本报告期比上年同期增减 营业收入 元 归属于上市公司股东的净利润 元 归属于上市公司股东的扣除非经常性损益的净利润 元 经营活动产生的现金流量净额 元 基本每股收益 元股 稀释每股收益 元股 加权平均净资产收益率 本报告期末 上年度末 本报告期末比上年度末增减 总资产 元 归属于上市公司股东的净资产 元 公司股东数量及持股情况 报告期末普通股股东总数 报告期末表决权恢复的优先股股东总数 前十名股东持股情况 股东名称 股东性质 持股比例 持股数量 持有有限售条件的股份数量 质押或冻结情况 股份状态 数量 境内非国有法人 境内自然人 上述股东关联关系或一致行动的说明 参与融资融券业务股东情况说明 控股股东或实际控制人变更情况 控股股东报告期内变更 公司报告期控股股东未发生变更 实际控制人报告期内变更 公司报告期实际控制人未发生变更 公司优先股股东总数及前十名优先股股东持股情况表 公司报告期无优先股股东持股情况 公司债券情况 公司是否存在公开发行并在证券交易所上市 且在半年度报告批准报出日未到期或到期未能全额兑付的公司债券 否 三 经营情况讨论与分析 报告期经营情况简介 公司需遵守深交所行业信息披露指引 报告期内 面对复杂多变的国内外经济形势 公司董事会和管理层紧紧围绕年度经营目标 积极应对 稳步推进各项工作 涉及财务报告的相关事项 与上一会计期间财务报告相比 会计政策 会计估计和核算方法发生变化的情况说明 报告期内发生重大会计差错更正需追溯重述的情况说明 公司报告期无重大会计差错更正需追溯重述的情况 与上年度财务报告相比 合并报表范围发生变化的情况说明 特此公告 董事会 二零二零年八月二十九日 证券代码 公司简称 公告编号 本公司及董事会全体成员保证信息披露的内容真实准确完整 没有虚假记载误导性陈述或重大遗漏 一 重要提示 本半年度报告摘要来自半年度报告全文 为全面了解本公司的经营成果财务状况及未来发展规划 投资者应当到证监会指定媒体仔细阅读半年度报告全文 董事监事高级管理人员异议声明 未亲自出席董事姓名 非标准审计意见提示 董事会审议的报告期普通股利润分配预案或公积金转增股本预案 公司计划不派发现金红利 不送红股 不以公积金转增股本 二 公司基本情况 公司简介 股票简称 股票上市交易所 深圳证券交易所 联系人和联系方式 董事会秘书 证券事务代表 办公地址 电话 电子信箱 主要会计数据和财务指标 公司是否需追溯调整或重述以前年度会计数据 本报告期 上年同期 本报告期比上年同期增减 营业收入 元 归属于上市公司股东的净利润 元 归属于上市公司股东的扣除非经常性损益的净利润 元 经营活动产生的现金流量净额 元 基本每股收益 元股 稀释每股收益 元股 加权平均净资产收益率 本报告期末 上年度末 本报告期末比上年度末增减 总资产 元 归属于上市公司股东的净资产 元 公司股东数量及持股情况 报告期末普通股股东总数 报告期末表决权恢复的优先股股东总数 前十名股东持股情况 股东名称 股东性质 持股比例 持股数量 持有有限售条件的股份数量 质押或冻结情况 股份状态 数量 境内非国有法人 境内自然人 上述股东关联关系或一致行动的说明 参与融资融券业务股东情况说明 控股股东或实际控制人变更情况 控股股东报告期内变更 公司报告期控股股东未发生变更 实际控制人报告期内变更 公司报告期实际控制人未发生变更 公司优先股股东总数及前十名优先股股东持股情况表 公司报告期无优先股股东持股情况 公司债券情况 公司是否存在公开发行并在证券交易所上市 且在半年度报告批准报出日未到期或到期未能全额兑付的公司债券 否 三 经营情况讨论与分析 报告期经营情况简介 公司需遵守深交所行业信息披露指引 报告期内 面对复杂多变的国内外经济形势 公司董事会和管理层紧紧围绕年度经营目标 积极应对 稳步推进各项工作 涉及财务报告的相关事项 与上一会计期间财务报告相比 会计政策 会计估计和核算方法发生变化的情况说明 报告期内发生重大会计差错更正需追溯重述的情况说明 公司报告期无重大会计差错更正需追溯重述的情况 与上年度财务报告相比 合并报表范围发生变化的情况说明 特此公告 董事会 二零二零年八月二十九日 证券代码 公司简称 公告编号 本公司及董事会全体成员保证信息披露的内容真实准确完整 没有虚假记载误导性陈述或重大遗漏 一 重要提示 本半年度报告摘要来自半年度报告全文 为全面了解本公司的经营成果财务状况及未来发展规划 投资者应当到证监会指定媒体仔细阅读半年度报告全文 董事监事高级管理人员异议声明 未亲自出席董事姓名 非标准审计意见提示 董事会审议的报告期普通股利润分配预案或公积金转增股本预案 公司计划不派发现金红利 不送红股 不以公积金转增股本 二 公司基本情况 公司简介 股票简称 股票上市交易所 深圳证券交易所 联系人和联系方式 董事会秘书 证券事务代表 办公地址 电话 电子信箱 主要会计数据和财务指标 公司是否需追溯调整或重述以前年度会计数据 本报告期 上年同期 本报告期比上年同期增减 营业收入 元 归属于上市公司股东的净利润 元 归属于上市公司股东的扣除非经常性损益的净利润 元 经营活动产生的现金流量净额 元 基本每股收益 元股 稀释每股收益 元股 加权平均净资产收益率 本报告期末 上年度末 本报告期末比上年度末增减 总资产 元 归属于上市公司股东的净资产 元 公司股东数量及持股情况 报告期末普通股股东总数 报告期末表决权恢复的优先股股东总数 前十名股东持股情况 股东名称 股东性质 持股比例 持股数量 持有有限售条件的股份数量 质押或冻结情况 股份状态 数量 境内非国有法人 境内自然人 上述股东关联关系或一致行动的说明 参与融资融券业务股东情况说明 控股股东或实际控制人变更情况 控股股东报告期内变更 公司报告期控股股东未发生变更 实际控制人报告期内变更 公司报告期实际控制人未发生变更 公司优先股股东总数及前十名优先股股东持股情况表 公司报告期无优先股股东持股情况 公司债券情况 公司是否存在公开发行并在证券交易所上市 且在半年度报告批准报出日未到期或到期未能全额兑付的公司债券 否 三 经营情况讨论与分析 报告期经营情况简介 公司需遵守深交所行业信息披露指引 报告期内 面对复杂多变的国内外经济形势 公司董事会和管理层紧紧围绕年度经营目标 积极应对 稳步推进各项工作 涉及财务报告的相关事项 与上一会计期间财务报告相比 会计政策 会计估计和核算方法发生变化的情况说明 报告期内发生重大会计差错更正需追溯重述的情况说明 公司报告期无重大会计差错更正需追溯重述的情况 与上年度财务报告相比 合并报表范围发生变化的情况说明 特此公告 董事会 二零二零年八月二十九日 证券代码 公司简称 公告编号 本公司及董事会全体成员保证信息披露的内容真实准确完整 没有虚假记载误导性陈述或重大遗漏 一 重要提示 本半年度报告摘要来自半年度报告全文 为全面了解本公司的经营成果财务状况及未来发展规划 投资者应当到证监会指定媒体仔细阅读半年度报告全文 董事监事高级管理人员异议声明 未亲自出席董事姓名 非标准审计意见提示 董事会审议的报告期普通股利润分配预案或公积金转增股本预案 公司计划不派发现金红利 不送红股 不以公积金转增股本 二 公司基本情况 公司简介 股票简称 股票上市交易所 深圳证券交易所 联系人和联系方式 董事会秘书 证券事务代表 办公地址 电话 电子信箱 主要会计数据和财务指标 公司是否需追溯调整或重述以前年度会计数据 本报告期 上年同期 本报告期比上年同期增减 营业收入 元 归属于上市公司股东的净利润 元 归属于上市公司股东的扣除非经常性损益的净利润 元 经营活动产生的现金流量净额 元 基本每股收益 元股 稀释每股收益 元股 加权平均净资产收益率 本报告期末 上年度末 本报告期末比上年度末增减 总资产 元 归属于上市公司股东的净资产 元 公司股东数量及持股情况 报告期末普通股股东总数 报告期末表决权恢复的优先股股东总数 前十名股东持股情况 股东名称 股东性质 持股比例 持股数量 持有有限售条件的股份数量 质押或冻结情况 股份状态 数量 境内非国有法人 境内自然人 上述股东关联关系或一致行动的说明 参与融资融券业务股东情况说明 控股股东或实际控制人变更情况 控股股东报告期内变更 公司报告期控股股东未发生变更 实际控制人报告期内变更 公司报告期实际控制人未发生变更 公司优先股股东总数及前十名优先股股东持股情况表 公司报告期无优先股股东持股情况 公司债券情况 公司是否存在公开发行并在证券交易所上市 且在半年度报告批准报出日未到期或到期未能全额兑付的公司债券 否 三 经营情况讨论与分析 报告期经营情况简介 公司需遵守深交所行业信息披露指引 报告期内 面对复杂多变的国内外经济形势 公司董事会和管理层紧紧围绕年度经营目标 积极应对 稳步推进各项工作 涉及财务报告的相关事项 与上一会计期间财务报告相比 会计政策 会计估计和核算方法发生变化的情况说明 报告期内发生重大会计差错更正需追溯重述的情况说明 公司报告期无重大会计差错更正需追溯重述的情况 与上年度财务报告相比 合并报表范围发生变化的情况说明 特此公告 董事会 二零二零年八月二十九日 证券代码 公司简称 公告编号 本公司及董事会全体成员保证信息披露的内容真实准确完整 没有虚假记载误导性陈述或重大遗漏 一 重要提示 本半年度报告摘要来自半年度报告全文 为全面了解本公司的经营成果财务状况及未来发展规划 投资者应当到证监会指定媒体仔细阅读半年度报告全文 董事监事高级管理人员异议声明 未亲自出席董事姓名 非标准审计意见提示 董事会审议的报告期普通股利润分配预案或公积金转增股本预案 公司计划不派发现金红利 不送红股 不以公积金转增股本 二 公司基本情况 公司简介 股票简称 股票上市交易所 深圳证券交易所 联系人和联系方式 董事会秘书 证券事务代表 办公地址 电话 电子信箱 主要会计数据和财务指标 公司是否需追溯调整或重述以前年度会计数据 本报告期 上年同期 本报告期比上年同期增减 营业收入 元 归属于上市公司股东的净利润 元 归属于上市公司股东的扣除非经常性损益的净利润 元 经营活动产生的现金流量净额 元 基本每股收益 元股 稀释每股收益 元股 加权平均净资产收益率 本报告期末 上年度末 本报告期末比上年度末增减 总资产 元 归属于上市公司股东的净资产 元 公司股东数量及持股情况 报告期末普通股股东总数 报告期末表决权恢复的优先股股东总数 前十名股东持股情况 股东名称 股东性质 持股比例 持股数量 持有有限售条件的股份数量 质押或冻结情况 股份状态 数量 境内非国有法人 境内自然人 上述股东关联关系或一致行动的说明 参与融资融券业务股东情况说明 控股股东或实际控制人变更情况 控股股东报告期内变更 公司报告期控股股东未发生变更 实际控制人报告期内变更 公司报告期实际控制人未发生变更 公司优先股股东总数及前十名优先股股东持股情况表 公司报告期无优先股股东持股情况 公司债券情况 公司是否存在公开发行并在证券交易所上市 且在半年度报告批准报出日未到期或到期未能全额兑付的公司债券 否 三 经营情况讨论与分析 报告期经营情况简介 公司需遵守深交所行业信息披露指引 报告期内 面对复杂多变的国内外经济形势 公司董事会和管理层紧紧围绕年度经营目标 积极应对 稳步推进各项工作 涉及财务报告的相关事项 与上一会计期间财务报告相比 会计政策 会计估计和核算方法发生变化的情况说明 报告期内发生重大会计差错更正需追溯重述的情况说明 公司报告期无重大会计差错更正需追溯重述的情况 与上年度财务报告相比 合并报表范围发生变化的情况说明 特此公告 董事会 二零二零年八月二十九日 证券代码 公司简称 公告编号 本公司及董事会全体成员保证信息披露的内容真实准确完整 没有虚假记载误导性陈述或重大遗漏 一 重要提示 本半年度报告摘要来自半年度报告全文 为全面了解本公司的经营成果财务状况及未来发展规划 投资者应当到证监会指定媒体仔细阅读半年度报告全文 董事监事高级管理人员异议声明 未亲自出席董事姓名 非标准审计意见提示 董事会审议的报告期普通股利润分配预案或公积金转增股本预案 公司计划不派发现金红利 不送红股 不以公积金转增股本 二 公司基本情况 公司简介 股票简称 股票上市交易所 深圳证券交易所 联系人和联系方式 董事会秘书 证券事务代表 办公地址 电话 电子信箱 主要会计数据和财务指标 公司是否需追溯调整或重述以前年度会计数据 本报告期 上年同期 本报告期比上年同期增减 营业收入 元 归属于上市公司股东的净利润 元 归属于上市公司股东的扣除非经常性损益的净利润 元 经营活动产生的现金流量净额 元 基本每股收益 元股 稀释每股收益 元股 加权平均净资产收益率 本报告期末 上年度末 本报告期末比上年度末增减 总资产 元 归属于上市公司股东的净资产 元 公司股东数量及持股情况 报告期末普通股股东总数 报告期末表决权恢复的优先股股东总数 前十名股东持股情况 股东名称 股东性质 持股比例 持股数量 持有有限售条件的股份数量 质押或冻结情况 股份状态 数量 境内非国有法人 境内自然人 上述股东关联关系或一致行动的说明 参与融资融券业务股东情况说明 控股股东或实际控制人变更情况 控股股东报告期内变更 公司报告期控股股东未发生变更 实际控制人报告期内变更 公司报告期实际控制人未发生变更 公司优先股股东总数及前十名优先股股东持股情况表 公司报告期无优先股股东持股情况 公司债券情况 公司是否存在公开发行并在证券交易所上市 且在半年度报告批准报出日未到期或到期未能全额兑付的公司债券 否 三 经营情况讨论与分析 报告期经营情况简介 公司需遵守深交所行业信息披露指引 报告期内 面对复杂多变的国内外经济形势 公司董事会和管理层紧紧围绕年度经营目标 积极应对 稳步推进各项工作 涉及财务报告的相关事项 与上一会计期间财务报告相比 会计政策 会计估计和核算方法发生变化的情况说明 报告期内发生重大会计差错更正需追溯重述的情况说明 公司报告期无重大会计差错更正需追溯重述的情况 与上年度财务报告相比 合并报表范围发生变化的情况说明 特此公告 董事会 二零二零年八月二十九日 证券代码 公司简称 公告编号 本公司及董事会全体成员保证信息披露的内容真实准确完整 没有虚假记载误导性陈述或重大遗漏 一 重要提示 本半年度报告摘要来自半年度报告全文 为全面了解本公司的经营成果财务状况及未来发展规划 投资者应当到证监会指定媒体仔细阅读半年度报告全文 董事监事高级管理人员异议声明 未亲自出席董事姓名 非标准审计意见提示 董事会审议的报告期普通股利润分配预案或公积金转增股本预案 公司计划不派发现金红利 不送红股 不以公积金转增股本 二 公司基本情况 公司简介 股票简称 股票上市交易所 深圳证券交易所 联系人和联系方式 董事会秘书 证券事务代表 办公地址 电话 电子信箱 主要会计数据和财务指标 公司是否需追溯调整或重述以前年度会计数据 本报告期 上年同期 本报告期比上年同期增减 营业收入 元 归属于上市公司股东的净利润 元 归属于上市公司股东的扣除非经常性损益的净利润 元 经营活动产生的现金流量净额 元 基本每股收益 元股 稀释每股收益 元股 加权平均净资产收益率 本报告期末 上年度末 本报告期末比上年度末增减 总资产 元 归属于上市公司股东的净资产 元 公司股东数量及持股情况 报告期末普通股股东总数 报告期末表决权恢复的优先股股东总数 前十名股东持股情况 股东名称 股东性质 持股比例 持股数量 持有有限售条件的股份数量 质押或冻结情况 股份状态 数量 境内非国有法人 境内自然人 上述股东关联关系或一致行动的说明 参与融资融券业务股东情况说明 控股股东或实际控制人变更情况 控股股东报告期内变更 公司报告期控股股东未发生变更 实际控制人报告期内变更 公司报告期实际控制人未发生变更 公司优先股股东总数及前十名优先股股东持股情况表 公司报告期无优先股股东持股情况 公司债券情况 公司是否存在公开发行并在证券交易所上市 且在半年度报告批准报出日未到期或到期未能全额兑付的公司债券 否 三 经营情况讨论与分析 报告期经营情况简介 公司需遵守深交所行业信息披露指引 报告期内 面对复杂多变的国内外经济形势 公司董事会和管理层紧紧围绕年度经营目标 积极应对 稳步推进各项工作 涉及财务报告的相关事项 与上一会计期间财务报告相比 会计政策 会计估计和核算方法发生变化的情况说明 报告期内发生重大会计差错更正需追溯重述的情况说明 公司报告期无重大会计差错更正需追溯重述的情况 与上年度财务报告相比 合并报表范围发生变化的情况说明 特此公告 董事会 二零二零年八月二十九日 证券代码 公司简称 公告编号 本公司及董事会全体成员保证信息披露的内容真实准确完整 没有虚假记载误导性陈述或重大遗漏 一 重要提示 本半年度报告摘要来自半年度报告全文 为全面了解本公司的经营成果财务状况及未来发展规划 投资者应当到证监会指定媒体仔细阅读半年度报告全文 董事监事高级管理人员异议声明 未亲自出席董事姓名 非标准审计意见提示 董事会审议的报告期普通股利润分配预案或公积金转增股本预案 公司计划不派发现金红利 不送红股 不以公积金转增股本 二 公司基本情况 公司简介 股票简称 股票上市交易所 深圳证券交易所 联系人和联系方式 董事会秘书 证券事务代表 办公地址 电话 电子信箱 主要会计数据和财务指标 公司是否需追溯调整或重述以前年度会计数据 本报告期 上年同期 本报告期比上年同期增减 营业收入 元 归属于上市公司股东的净利润 元 归属于上市公司股东的扣除非经常性损益的净利润 元 经营活动产生的现金流量净额 元 基本每股收益 元股 稀释每股收益 元股 加权平均净资产收益率 本报告期末 上年度末 本报告期末比上年度末增减 总资产 元 归属于上市公司股东的净资产 元 公司股东数量及持股情况 报告期末普通股股东总数 报告期末表决权恢复的优先股股东总数 前十名股东持股情况 股东名称 股东性质 持股比例 持股数量 持有有限售条件的股份数量 质押或冻结情况 股份状态 数量 境内非国有法人 境内自然人 上述股东关联关系或一致行动的说明 参与融资融券业务股东情况说明 控股股东或实际控制人变更情况 控股股东报告期内变更 公司报告期控股股东未发生变更 实际控制人报告期内变更 公司报告期实际控制人未发生变更 公司优先股股东总数及前十名优先股股东持股情况表 公司报告期无优先股股东持股情况 公司债券情况 公司是否存在公开发行并在证券交易所上市 且在半年度报告批准报出日未到期或到期未能全额兑付的公司债券 否 三 经营情况讨论与分析 报告期经营情况简介 公司需遵守深交所行业信息披露指引 报告期内 面对复杂多变的国内外经济形势 公司董事会和管理层紧紧围绕年度经营目标 积极应对 稳步推进各项工作 涉及财务报告的相关事项 与上一会计期间财务报告相比 会计政策 会计估计和核算方法发生变化的情况说明 报告期内发生重大会计差错更正需追溯重述的情况说明 公司报告期无重大会计差错更正需追溯重述的情况 与上年度财务报告相比 合并报表范围发生变化的情况说明 特此公告 董事会 二零二零年八月二十九日 证券代码 公司简称 公告编号 本公司及董事会全体成员保证信息披露的内容真实准确完整 没有虚假记载误导性陈述或重大遗漏 一 重要提示 本半年度报告摘要来自半年度报告全文 为全面了解本公司的经营成果财务状况及未来发展规划 投资者应当到证监会指定媒体仔细阅读半年度报告全文 董事监事高级管理人员异议声明 未亲自出席董事姓名 非标准审计意见提示 董事会审议的报告期普通股利润分配预案或公积金转增股本预案 公司计划不派发现金红利 不送红股 不以公积金转增股本 二 公司基本情况 公司简介 股票简称 股票上市交易所 深圳证券交易所 联系人和联系方式 董事会秘书 证券事务代表 办公地址 电话 电子信箱 主要会计数据和财务指标 公司是否需追溯调整或重述以前年度会计数据 本报告期 上年同期 本报告期比上年同期增减 营业收入 元 归属于上市公司股东的净利润 元 归属于上市公司股东的扣除非经常性损益的净利润 元 经营活动产生的现金流量净额 元 基本每股收益 元股 稀释每股收益 元股 加权平均净资产收益率 本报告期末 上年度末 本报告期末比上年度末增减 总资产 元 归属于上市公司股东的净资产 元 公司股东数量及持股情况 报告期末普通股股东总数 报告期末表决权恢复的优先股股东总数 前十名股东持股情况 股东名称 股东性质 持股比例 持股数量 持有有限售条件的股份数量 质押或冻结情况 股份状态 数量 境内非国有法人 境内自然人 上述股东关联关系或一致行动的说明 参与融资融券业务股东情况说明 控股股东或实际控制人变更情况 控股股东报告期内变更 公司报告期控股股东未发生变更 实际控制人报告期内变更 公司报告期实际控制人未发生变更 公司优先股股东总数及前十名优先股股东持股情况表 公司报告期无优先股股东持股情况 公司债券情况 公司是否存在公开发行并在证券交易所上市 且在半年度报告批准报出日未到期或到期未能全额兑付的公司债券 否 三 经营情况讨论与分析 报告期经营情况简介 公司需遵守深交所行业信息披露指引 报告期内 面对复杂多变的国内外经济形势 公司董事会和管理层紧紧围绕年度经营目标 积极应对 稳步推进各项工作 涉及财务报告的相关事项 与上一会计期间财务报告相比 会计政策 会计估计和核算方法发生变化的情况说明 报告期内发生重大会计差错更正需追溯重述的情况说明 公司报告期无重大会计差错更正需追溯重述的情况 与上年度财务报告相比 合并报表范围发生变化的情况说明 特此公告 董事会 二零二零年八月二十九日 证券代码 公司简称 公告编号 本公司及董事会全体成员保证信息披露的内容真实准确完整 没有虚假记载误导性陈述或重大遗漏 一 重要提示 本半年度报告摘要来自半年度报告全文 为全面了解本公司的经营成果财务状况及未来发展规划 投资者应当到证监会指定媒体仔细阅读半年度报告全文 董事监事高级管理人员异议声明 未亲自出席董事姓名 非标准审计意见提示 董事会审议的报告期普通股利润分配预案或公积金转增股本预案 公司计划不派发现金红利 不送红股 不以公积金转增股本 二 公司基本情况 公司简介 股票简称 股票上市交易所 深圳证券交易所 联系人和联系方式 董事会秘书 证券事务代表 办公地址 电话 电子信箱 主要会计数据和财务指标 公司是否需追溯调整或重述以前年度会计数据 本报告期 上年同期 本报告期比上年同期增减 营业收入 元 归属于上市公司股东的净利润 元 归属于上市公司股东的扣除非经常性损益的净利润 元 经营活动产生的现金流量净额 元 基本每股收益 元股 稀释每股收益 元股 加权平均净资产收益率 本报告期末 上年度末 本报告期末比上年度末增减 总资产 元 归属于上市公司股东的净资产 元 公司股东数量及持股情况 报告期末普通股股东总数 报告期末表决权恢复的优先股股东总数 前十名股东持股情况 股东名称 股东性质 持股比例 持股数量 持有有限售条件的股份数量 质押或冻结情况 股份状态 数量 境内非国有法人 境内自然人 上述股东关联关系或一致行动的说明 参与融资融券业务股东情况说明 控股股东或实际控制人变更情况 控股股东报告期内变更 公司报告期控股股东未发生变更 实际控制人报告期内变更 公司报告期实际控制人未发生变更 公司优先股股东总数及前十名优先股股东持股情况表 公司报告期无优先股股东持股情况 公司债券情况 公司是否存在公开发行并在证券交易所上市 且在半年度报告批准报出日未到期或到期未能全额兑付的公司债券 否 三 经营情况讨论与分析 报告期经营情况简介 公司需遵守深交所行业信息披露指引 报告期内 面对复杂多变的国内外经济形势 公司董事会和管理层紧紧围绕年度经营目标 积极应对 稳步推进各项工作 涉及财务报告的相关事项 与上一会计期间财务报告相比 会计政策 会计估计和核算方法发生变化的情况说明 报告期内发生重大会计差错更正需追溯重述的情况说明 公司报告期无重大会计差错更正需追溯重述的情况 与上年度财务报告相比 合并报表范围发生变化的情况说明 特此公告 董事会 二零二零年八月二十九日 证券代码 公司简称 公告编号 本公司及董事会全体成员保证信息披露的内容真实准确完整 没有虚假记载误导性陈述或重大遗漏 一 重要提示 本半年度报告摘要来自半年度报告全文 为全面了解本公司的经营成果财务状况及未来发展规划 投资者应当到证监会指定媒体仔细阅读半年度报告全文 董事监事高级管理人员异议声明 未亲自出席董事姓名 非标准审计意见提示 董事会审议的报告期普通股利润分配预案或公积金转增股本预案 公司计划不派发现金红利 不送红股 不以公积金转增股本 二 公司基本情况 公司简介 股票简称 股票上市交易所 深圳证券交易所 联系人和联系方式 董事会秘书 证券事务代表 办公地址 电话 电子信箱 主要会计数据和财务指标 公司是否需追溯调整或重述以前年度会计数据 本报告期 上年同期 本报告期比上年同期增减 营业收入 元 归属于上市公司股东的净利润 元 归属于上市公司股东的扣除非经常性损益的净利润 元 经营活动产生的现金流量净额 元 基本每股收益 元股 稀释每股收益 元股 加权平均净资产收益率 本报告期末 上年度末 本报告期末比上年度末增减 总资产 元 归属于上市公司股东的净资产 元 公司股东数量及持股情况 报告期末普通股股东总数 报告期末表决权恢复的优先股股东总数 前十名股东持股情况 股东名称 股东性质 持股比例 持股数量 持有有限售条件的股份数量 质押或冻结情况 股份状态 数量 境内非国有法人 境内自然人 上述股东关联关系或一致行动的说明 参与融资融券业务股东情况说明 控股股东或实际控制人变更情况 控股股东报告期内变更 公司报告期控股股东未发生变更 实际控制人报告期内变更 公司报告期实际控制人未发生变更 公司优先股股东总数及前十名优先股股东持股情况表 公司报告期无优先股股东持股情况 公司债券情况 公司是否存在公开发行并在证券交易所上市 且在半年度报告批准报出日未到期或到期未能全额兑付的公司债券 否 三 经营情况讨论与分析 报告期经营情况简介 公司需遵守深交所行业信息披露指引 报告期内 面对复杂多变的国内外经济形势 公司董事会和管理层紧紧围绕年度经营目标 积极应对 稳步推进各项工作 涉及财务报告的相关事项 与上一会计期间财务报告相比 会计政策 会计估计和核算方法发生变化的情况说明 报告期内发生重大会计差错更正需追溯重述的情况说明 公司报告期无重大会计差错更正需追溯重述的情况 与上年度财务报告相比 合并报表范围发生变化的情况说明 特此公告 董事会 二零二零年八月二十九日 证券代码 公司简称 公告编号 本公司及董事会全体成员保证信息披露的内容真实准确完整 没有虚假记载误导性陈述或重大遗漏 一 重要提示 本半年度报告摘要来自半年度报告全文 为全面了解本公司的经营成果财务状况及未来发展规划 投资者应当到证监会指定媒体仔细阅读半年度报告全文 董事监事高级管理人员异议声明 未亲自出席董事姓名 非标准审计意见提示 董事会审议的报告期普通股利润分配预案或公积金转增股本预案 公司计划不派发现金红利 不送红股 不以公积金转增股本 二 公司基本情况 公司简介 股票简称 股票上市交易所 深圳证券交易所 联系人和联系方式 董事会秘书 证券事务代表 办公地址 电话 电子信箱 主要会计数据和财务指标 公司是否需追溯调整或重述以前年度会计数据 本报告期 上年同期 本报告期比上年同期增减 营业收入 元 归属于上市公司股东的净利润 元 归属于上市公司股东的扣除非经常性损益的净利润 元 经营活动产生的现金流量净额 元 基本每股收益 元股 稀释每股收益 元股 加权平均净资产收益率 本报告期末 上年度末 本报告期末比上年度末增减 总资产 元 归属于上市公司股东的净资产 元 公司股东数量及持股情况 报告期末普通股股东总数 报告期末表决权恢复的优先股股东总数 前十名股东持股情况 股东名称 股东性质 持股比例 持股数量 持有有限售条件的股份数量 质押或冻结情况 股份状态 数量 境内非国有法人 境内自然人 上述股东关联关系或一致行动的说明 参与融资融券业务股东情况说明 控股股东或实际控制人变更情况 控股股东报告期内变更 公司报告期控股股东未发生变更 实际控制人报告期内变更 公司报告期实际控制人未发生变更 公司优先股股东总数及前十名优先股股东持股情况表 公司报告期无优先股股东持股情况 公司债券情况 公司是否存在公开发行并在证券交易所上市 且在半年度报告批准报出日未到期或到期未能全额兑付的公司债券 否 三 经营情况讨论与分析 报告期经营情况简介 公司需遵守深交所行业信息披露指引 报告期内 面对复杂多变的国内外经济形势 公司董事会和管理层紧紧围绕年度经营目标 积极应对 稳步推进各项工作 涉及财务报告的相关事项 与上一会计期间财务报告相比 会计政策 会计估计和核算方法发生变化的情况说明 报告期内发生重大会计差错更正需追溯重述的情况说明 公司报告期无重大会计差错更正需追溯重述的情况 与上年度财务报告相比 合并报表范围发生变化的情况说明 特此公告 董事会 二零二零年八月二十九日	[250, 51, 356, 1091]
table-frame	[136, 62, 188, 334]
editor-line: 制作:李 波 电话:010-83251716 E-mail:zqrb9@zqrb.sina.net	[280, 36, 384, 40]
column-4-text: 证券代码 公司简称 公告编号 本公司及董事会全体成员保证信息披露的内容真实准确完整 没有虚假记载误导性陈述或重大遗漏 一 重要提示 本半年度报告摘要来自半年度报告全文 为全面了解本公司的经营成果财务状况及未来发展规划 投资者应当到证监会指定媒体仔细阅读半年度报告全文 董事监事高级管理人员异议声明 未亲自出席董事姓名 非标准审计意见提示 董事会审议的报告期普通股利润分配预案或公积金转增股本预案 公司计划不派发现金红利 不送红股 不以公积金转增股本 二 公司基本情况 公司简介 股票简称 股票上市交易所 深圳证券交易所 联系人和联系方式 董事会秘书 证券事务代表 办公地址 电话 电子信箱 主要会计数据和财务指标 公司是否需追溯调整或重述以前年度会计数据 本报告期 上年同期 本报告期比上年同期增减 营业收入 元 归属于上市公司股东的净利润 元 归属于上市公司股东的扣除非经常性损益的净利润 元 经营活动产生的现金流量净额 元 基本每股收益 元股 稀释每股收益 元股 加权平均净资产收益率 本报告期末 上年度末 本报告期末比上年度末增减 总资产 元 归属于上市公司股东的净资产 元 公司股东数量及持股情况 报告期末普通股股东总数 报告期末表决权恢复的优先股股东总数 前十名股东持股情况 股东名称 股东性质 持股比例 持股数量 持有有限售条件的股份数量 质押或冻结情况 股份状态 数量 境内非国有法人 境内自然人 上述股东关联关系或一致行动的说明 参与融资融券业务股东情况说明 控股股东或实际控制人变更情况 控股股东报告期内变更 公司报告期控股股东未发生变更 实际控制人报告期内变更 公司报告期实际控制人未发生变更 公司优先股股东总数及前十名优先股股东持股情况表 公司报告期无优先股股东持股情况 公司债券情况 公司是否存在公开发行并在证券交易所上市 且在半年度报告批准报出日未到期或到期未能全额兑付的公司债券 否 三 经营情况讨论与分析 报告期经营情况简介 公司需遵守深交所行业信息披露指引 报告期内 面对复杂多变的国内外经济形势 公司董事会和管理层紧紧围绕年度经营目标 积极应对 稳步推进各项工作 涉及财务报告的相关事项 与上一会计期间财务报告相比 会计政策 会计估计和核算方法发生变化的情况说明 报告期内发生重大会计差错更正需追溯重述的情况说明 公司报告期无重大会计差错更正需追溯重述的情况 与上年度财务报告相比 合并报表范围发生变化的情况说明 特此公告 董事会 二零二零年八月二十九日 证券代码 公司简称 公告编号 本公司及董事会全体成员保证信息披露的内容真实准确完整 没有虚假记载误导性陈述或重大遗漏 一 重要提示 本半年度报告摘要来自半年度报告全文 为全面了解本公司的经营成果财务状况及未来发展规划 投资者应当到证监会指定媒体仔细阅读半年度报告全文 董事监事高级管理人员异议声明 未亲自出席董事姓名 非标准审计意见提示 董事会审议的报告期普通股利润分配预案或公积金转增股本预案 公司计划不派发现金红利 不送红股 不以公积金转增股本 二 公司基本情况 公司简介 股票简称 股票上市交易所 深圳证券交易所 联系人和联系方式 董事会秘书 证券事务代表 办公地址 电话 电子信箱 主要会计数据和财务指标 公司是否需追溯调整或重述以前年度会计数据 本报告期 上年同期 本报告期比上年同期增减 营业收入 元 归属于上市公司股东的净利润 元 归属于上市公司股东的扣除非经常性损益的净利润 元 经营活动产生的现金流量净额 元 基本每股收益 元股 稀释每股收益 元股 加权平均净资产收益率 本报告期末 上年度末 本报告期末比上年度末增减 总资产 元 归属于上市公司股东的净资产 元 公司股东数量及持股情况 报告期末普通股股东总数 报告期末表决权恢复的优先股股东总数 前十名股东持股情况 股东名称 股东性质 持股比例 持股数量 持有有限售条件的股份数量 质押或冻结情况 股份状态 数量 境内非国有法人 境内自然人 上述股东关联关系或一致行动的说明 参与融资融券业务股东情况说明 控股股东或实际控制人变更情况 控股股东报告期内变更 公司报告期控股股东未发生变更 实际控制人报告期内变更 公司报告期实际控制人未发生变更 公司优先股股东总数及前十名优先股股东持股情况表 公司报告期无优先股股东持股情况 公司债券情况 公司是否存在公开发行并在证券交易所上市 且在半年度报告批准报出日未到期或到期未能全额兑付的公司债券 否 三 经营情况讨论与分析 报告期经营情况简介 公司需遵守深交所行业信息披露指引 报告期内 面对复杂多变的国内外经济形势 公司董事会和管理层紧紧围绕年度经营目标 积极应对 稳步推进各项工作 涉及财务报告的相关事项 与上一会计期间财务报告相比 会计政策 会计估计和核算方法发生变化的情况说明 报告期内发生重大会计差错更正需追溯重述的情况说明 公司报告期无重大会计差错更正需追溯重述的情况 与上年度财务报告相比 合并报表范围发生变化的情况说明 特此公告 董事会 二零二零年八月二十九日 证券代码 公司简称 公告编号 本公司及董事会全体成员保证信息披露的内容真实准确完整 没有虚假记载误导性陈述或重大遗漏 一 重要提示 本半年度报告摘要来自半年度报告全文 为全面了解本公司的经营成果财务状况及未来发展规划 投资者应当到证监会指定媒体仔细阅读半年度报告全文 董事监事高级管理人员异议声明 未亲自出席董事姓名 非标准审计意见提示 董事会审议的报告期普通股利润分配预案或公积金转增股本预案 公司计划不派发现金红利 不送红股 不以公积金转增股本 二 公司基本情况 公司简介 股票简称 股票上市交易所 深圳证券交易所 联系人和联系方式 董事会秘书 证券事务代表 办公地址 电话 电子信箱 主要会计数据和财务指标 公司是否需追溯调整或重述以前年度会计数据 本报告期 上年同期 本报告期比上年同期增减 营业收入 元 归属于上市公司股东的净利润 元 归属于上市公司股东的扣除非经常性损益的净利润 元 经营活动产生的现金流量净额 元 基本每股收益 元股 稀释每股收益 元股 加权平均净资产收益率 本报告期末 上年度末 本报告期末比上年度末增减 总资产 元 归属于上市公司股东的净资产 元 公司股东数量及持股情况 报告期末普通股股东总数 报告期末表决权恢复的优先股股东总数 前十名股东持股情况 股东名称 股东性质 持股比例 持股数量 持有有限售条件的股份数量 质押或冻结情况 股份状态 数量 境内非国有法人 境内自然人 上述股东关联关系或一致行动的说明 参与融资融券业务股东情况说明 控股股东或实际控制人变更情况 控股股东报告期内变更 公司报告期控股股东未发生变更 实际控制人报告期内变更 公司报告期实际控制人未发生变更 公司优先股股东总数及前十名优先股股东持股情况表 公司报告期无优先股股东持股情况 公司债券情况 公司是否存在公开发行并在证券交易所上市 且在半年度报告批准报出日未到期或到期未能全额兑付的公司债券 否 三 经营情况讨论与分析 报告期经营情况简介 公司需遵守深交所行业信息披露指引 报告期内 面对复杂多变的国内外经济形势 公司董事会和管理层紧紧围绕年度经营目标 积极应对 稳步推进各项工作 涉及财务报告的相关事项 与上一会计期间财务报告相比 会计政策 会计估计和核算方法发生变化的情况说明 报告期内发生重大会计差错更正需追溯重述的情况说明 公司报告期无重大会计差错更正需追溯重述的情况 与上年度财务报告相比 合并报表范围发生变化的情况说明 特此公告 董事会 二零二零年八月二十九日 证券代码 公司简称 公告编号 本公司及董事会全体成员保证信息披露的内容真实准确完整 没有虚假记载误导性陈述或重大遗漏 一 重要提示 本半年度报告摘要来自半年度报告全文 为全面了解本公司的经营成果财务状况及未来发展规划 投资者应当到证监会指定媒体仔细阅读半年度报告全文 董事监事高级管理人员异议声明 未亲自出席董事姓名 非标准审计意见提示 董事会审议的报告期普通股利润分配预案或公积金转增股本预案 公司计划不派发现金红利 不送红股 不以公积金转增股本 二 公司基本情况 公司简介 股票简称 股票上市交易所 深圳证券交易所 联系人和联系方式 董事会秘书 证券事务代表 办公地址 电话 电子信箱 主要会计数据和财务指标 公司是否需追溯调整或重述以前年度会计数据 本报告期 上年同期 本报告期比上年同期增减 营业收入 元 归属于上市公司股东的净利润 元 归属于上市公司股东的扣除非经常性损益的净利润 元 经营活动产生的现金流量净额 元 基本每股收益 元股 稀释每股收益 元股 加权平均净资产收益率 本报告期末 上年度末 本报告期末比上年度末增减 总资产 元 归属于上市公司股东的净资产 元 公司股东数量及持股情况 报告期末普通股股东总数 报告期末表决权恢复的优先股股东总数 前十名股东持股情况 股东名称 股东性质 持股比例 持股数量 持有有限售条件的股份数量 质押或冻结情况 股份状态 数量 境内非国有法人 境内自然人 上述股东关联关系或一致行动的说明 参与融资融券业务股东情况说明 控股股东或实际控制人变更情况 控股股东报告期内变更 公司报告期控股股东未发生变更 实际控制人报告期内变更 公司报告期实际控制人未发生变更 公司优先股股东总数及前十名优先股股东持股情况表 公司报告期无优先股股东持股情况 公司债券情况 公司是否存在公开发行并在证券交易所上市 且在半年度报告批准报出日未到期或到期未能全额兑付的公司债券 否 三 经营情况讨论与分析 报告期经营情况简介 公司需遵守深交所行业信息披露指引 报告期内 面对复杂多变的国内外经济形势 公司董事会和管理层紧紧围绕年度经营目标 积极应对 稳步推进各项工作 涉及财务报告的相关事项 与上一会计期间财务报告相比 会计政策 会计估计和核算方法发生变化的情况说明 报告期内发生重大会计差错更正需追溯重述的情况说明 公司报告期无重大会计差错更正需追溯重述的情况 与上年度财务报告相比 合并报表范围发生变化的情况说明 特此公告 董事会 二零二零年八月二十九日 证券代码 公司简称 公告编号 本公司及董事会全体成员保证信息披露的内容真实准确完整 没有虚假记载误导性陈述或重大遗漏 一 重要提示 本半年度报告摘要来自半年度报告全文 为全面了解本公司的经营成果财务状况及未来发展规划 投资者应当到证监会指定媒体仔细阅读半年度报告全文 董事监事高级管理人员异议声明 未亲自出席董事姓名 非标准审计意见提示 董事会审议的报告期普通股利润分配预案或公积金转增股本预案 公司计划不派发现金红利 不送红股 不以公积金转增股本 二 公司基本情况 公司简介 股票简称 股票上市交易所 深圳证券交易所 联系人和联系方式 董事会秘书 证券事务代表 办公地址 电话 电子信箱 主要会计数据和财务指标 公司是否需追溯调整或重述以前年度会计数据 本报告期 上年同期 本报告期比上年同期增减 营业收入 元 归属于上市公司股东的净利润 元 归属于上市公司股东的扣除非经常性损益的净利润 元 经营活动产生的现金流量净额 元 基本每股收益 元股 稀释每股收益 元股 加权平均净资产收益率 本报告期末 上年度末 本报告期末比上年度末增减 总资产 元 归属于上市公司股东的净资产 元 公司股东数量及持股情况 报告期末普通股股东总数 报告期末表决权恢复的优先股股东总数 前十名股东持股情况 股东名称 股东性质 持股比例 持股数量 持有有限售条件的股份数量 质押或冻结情况 股份状态 数量 境内非国有法人 境内自然人 上述股东关联关系或一致行动的说明 参与融资融券业务股东情况说明 控股股东或实际控制人变更情况 控股股东报告期内变更 公司报告期控股股东未发生变更 实际控制人报告期内变更 公司报告期实际控制人未发生变更 公司优先股股东总数及前十名优先股股东持股情况表 公司报告期无优先股股东持股情况 公司债券情况 公司是否存在公开发行并在证券交易所上市 且在半年度报告批准报出日未到期或到期未能全额兑付的公司债券 否 三 经营情况讨论与分析 报告期经营情况简介 公司需遵守深交所行业信息披露指引 报告期内 面对复杂多变的国内外经济形势 公司董事会和管理层紧紧围绕年度经营目标 积极应对 稳步推进各项工作 涉及财务报告的相关事项 与上一会计期间财务报告相比 会计政策 会计估计和核算方法发生变化的情况说明 报告期内发生重大会计差错更正需追溯重述的情况说明 公司报告期无重大会计差错更正需追溯重述的情况 与上年度财务报告相比 合并报表范围发生变化的情况说明 特此公告 董事会 二零二零年八月二十九日 证券代码 公司简称 公告编号 本公司及董事会全体成员保证信息披露的内容真实准确完整 没有虚假记载误导性陈述或重大遗漏 一 重要提示 本半年度报告摘要来自半年度报告全文 为全面了解本公司的经营成果财务状况及未来发展规划 投资者应当到证监会指定媒体仔细阅读半年度报告全文 董事监事高级管理人员异议声明 未亲自出席董事姓名 非标准审计意见提示 董事会审议的报告期普通股利润分配预案或公积金转增股本预案 公司计划不派发现金红利 不送红股 不以公积金转增股本 二 公司基本情况 公司简介 股票简称 股票上市交易所 深圳证券交易所 联系人和联系方式 董事会秘书 证券事务代表 办公地址 电话 电子信箱 主要会计数据和财务指标 公司是否需追溯调整或重述以前年度会计数据 本报告期 上年同期 本报告期比上年同期增减 营业收入 元 归属于上市公司股东的净利润 元 归属于上市公司股东的扣除非经常性损益的净利润 元 经营活动产生的现金流量净额 元 基本每股收益 元股 稀释每股收益 元股 加权平均净资产收益率 本报告期末 上年度末 本报告期末比上年度末增减 总资产 元 归属于上市公司股东的净资产 元 公司股东数量及持股情况 报告期末普通股股东总数 报告期末表决权恢复的优先股股东总数 前十名股东持股情况 股东名称 股东性质 持股比例 持股数量 持有有限售条件的股份数量 质押或冻结情况 股份状态 数量 境内非国有法人 境内自然人 上述股东关联关系或一致行动的说明 参与融资融券业务股东情况说明 控股股东或实际控制人变更情况 控股股东报告期内变更 公司报告期控股股东未发生变更 实际控制人报告期内变更 公司报告期实际控制人未发生变更 公司优先股股东总数及前十名优先股股东持股情况表 公司报告期无优先股股东持股情况 公司债券情况 公司是否存在公开发行并在证券交易所上市 且在半年度报告批准报出日未到期或到期未能全额兑付的公司债券 否 三 经营情况讨论与分析 报告期经营情况简介 公司需遵守深交所行业信息披露指引 报告期内 面对复杂多变的国内外经济形势 公司董事会和管理层紧紧围绕年度经营目标 积极应对 稳步推进各项工作 涉及财务报告的相关事项 与上一会计期间财务报告相比 会计政策 会计估计和核算方法发生变化的情况说明 报告期内发生重大会计差错更正需追溯重述的情况说明 公司报告期无重大会计差错更正需追溯重述的情况 与上年度财务报告相比 合并报表范围发生变化的情况说明 特此公告 董事会 二零二零年八月二十九日 证券代码 公司简称 公告编号 本公司及董事会全体成员保证信息披露的内容真实准确完整 没有虚假记载误导性陈述或重大遗漏 一 重要提示 本半年度报告摘要来自半年度报告全文 为全面了解本公司的经营成果财务状况及未来发展规划 投资者应当到证监会指定媒体仔细阅读半年度报告全文 董事监事高级管理人员异议声明 未亲自出席董事姓名 非标准审计意见提示 董事会审议的报告期普通股利润分配预案或公积金转增股本预案 公司计划不派发现金红利 不送红股 不以公积金转增股本 二 公司基本情况 公司简介 股票简称 股票上市交易所 深圳证券交易所 联系人和联系方式 董事会秘书 证券事务代表 办公地址 电话 电子信箱 主要会计数据和财务指标 公司是否需追溯调整或重述以前年度会计数据 本报告期 上年同期 本报告期比上年同期增减 营业收入 元 归属于上市公司股东的净利润 元 归属于上市公司股东的扣除非经常性损益的净利润 元 经营活动产生的现金流量净额 元 基本每股收益 元股 稀释每股收益 元股 加权平均净资产收益率 本报告期末 上年度末 本报告期末比上年度末增减 总资产 元 归属于上市公司股东的净资产 元 公司股东数量及持股情况 报告期末普通股股东总数 报告期末表决权恢复的优先股股东总数 前十名股东持股情况 股东名称 股东性质 持股比例 持股数量 持有有限售条件的股份数量 质押或冻结情况 股份状态 数量 境内非国有法人 境内自然人 上述股东关联关系或一致行动的说明 参与融资融券业务股东情况说明 控股股东或实际控制人变更情况 控股股东报告期内变更 公司报告期控股股东未发生变更 实际控制人报告期内变更 公司报告期实际控制人未发生变更 公司优先股股东总数及前十名优先股股东持股情况表 公司报告期无优先股股东持股情况 公司债券情况 公司是否存在公开发行并在证券交易所上市 且在半年度报告批准报出日未到期或到期未能全额兑付的公司债券 否 三 经营情况讨论与分析 报告期经营情况简介 公司需遵守深交所行业信息披露指引 报告期内 面对复杂多变的国内外经济形势 公司董事会和管理层紧紧围绕年度经营目标 积极应对 稳步推进各项工作 涉及财务报告的相关事项 与上一会计期间财务报告相比 会计政策 会计估计和核算方法发生变化的情况说明 报告期内发生重大会计差错更正需追溯重述的情况说明 公司报告期无重大会计差错更正需追溯重述的情况 与上年度财务报告相比 合并报表范围发生变化的情况说明 特此公告 董事会 二零二零年八月二十九日 证券代码 公司简称 公告编号 本公司及董事会全体成员保证信息披露的内容真实准确完整 没有虚假记载误导性陈述或重大遗漏 一 重要提示 本半年度报告摘要来自半年度报告全文 为全面了解本公司的经营成果财务状况及未来发展规划 投资者应当到证监会指定媒体仔细阅读半年度报告全文 董事监事高级管理人员异议声明 未亲自出席董事姓名 非标准审计意见提示 董事会审议的报告期普通股利润分配预案或公积金转增股本预案 公司计划不派发现金红利 不送红股 不以公积金转增股本 二 公司基本情况 公司简介 股票简称 股票上市交易所 深圳证券交易所 联系人和联系方式 董事会秘书 证券事务代表 办公地址 电话 电子信箱 主要会计数据和财务指标 公司是否需追溯调整或重述以前年度会计数据 本报告期 上年同期 本报告期比上年同期增减 营业收入 元 归属于上市公司股东的净利润 元 归属于上市公司股东的扣除非经常性损益的净利润 元 经营活动产生的现金流量净额 元 基本每股收益 元股 稀释每股收益 元股 加权平均净资产收益率 本报告期末 上年度末 本报告期末比上年度末增减 总资产 元 归属于上市公司股东的净资产 元 公司股东数量及持股情况 报告期末普通股股东总数 报告期末表决权恢复的优先股股东总数 前十名股东持股情况 股东名称 股东性质 持股比例 持股数量 持有有限售条件的股份数量 质押或冻结情况 股份状态 数量 境内非国有法人 境内自然人 上述股东关联关系或一致行动的说明 参与融资融券业务股东情况说明 控股股东或实际控制人变更情况 控股股东报告期内变更 公司报告期控股股东未发生变更 实际控制人报告期内变更 公司报告期实际控制人未发生变更 公司优先股股东总数及前十名优先股股东持股情况表 公司报告期无优先股股东持股情况 公司债券情况 公司是否存在公开发行并在证券交易所上市 且在半年度报告批准报出日未到期或到期未能全额兑付的公司债券 否 三 经营情况讨论与分析 报告期经营情况简介 公司需遵守深交所行业信息披露指引 报告期内 面对复杂多变的国内外经济形势 公司董事会和管理层紧紧围绕年度经营目标 积极应对 稳步推进各项工作 涉及财务报告的相关事项 与上一会计期间财务报告相比 会计政策 会计估计和核算方法发生变化的情况说明 报告期内发生重大会计差错更正需追溯重述的情况说明 公司报告期无重大会计差错更正需追溯重述的情况 与上年度财务报告相比 合并报表范围发生变化的情况说明 特此公告 董事会 二零二零年八月二十九日 证券代码 公司简称 公告编号 本公司及董事会全体成员保证信息披露的内容真实准确完整 没有虚假记载误导性陈述或重大遗漏 一 重要提示 本半年度报告摘要来自半年度报告全文 为全面了解本公司的经营成果财务状况及未来发展规划 投资者应当到证监会指定媒体仔细阅读半年度报告全文 董事监事高级管理人员异议声明 未亲自出席董事姓名 非标准审计意见提示 董事会审议的报告期普通股利润分配预案或公积金转增股本预案 公司计划不派发现金红利 不送红股 不以公积金转增股本 二 公司基本情况 公司简介 股票简称 股票上市交易所 深圳证券交易所 联系人和联系方式 董事会秘书 证券事务代表 办公地址 电话 电子信箱 主要会计数据和财务指标 公司是否需追溯调整或重述以前年度会计数据 本报告期 上年同期 本报告期比上年同期增减 营业收入 元 归属于上市公司股东的净利润 元 归属于上市公司股东的扣除非经常性损益的净利润 元 经营活动产生的现金流量净额 元 基本每股收益 元股 稀释每股收益 元股 加权平均净资产收益率 本报告期末 上年度末 本报告期末比上年度末增减 总资产 元 归属于上市公司股东的净资产 元 公司股东数量及持股情况 报告期末普通股股东总数 报告期末表决权恢复的优先股股东总数 前十名股东持股情况 股东名称 股东性质 持股比例 持股数量 持有有限售条件的股份数量 质押或冻结情况 股份状态 数量 境内非国有法人 境内自然人 上述股东关联关系或一致行动的说明 参与融资融券业务股东情况说明 控股股东或实际控制人变更情况 控股股东报告期内变更 公司报告期控股股东未发生变更 实际控制人报告期内变更 公司报告期实际控制人未发生变更 公司优先股股东总数及前十名优先股股东持股情况表 公司报告期无优先股股东持股情况 公司债券情况 公司是否存在公开发行并在证券交易所上市 且在半年度报告批准报出日未到期或到期未能全额兑付的公司债券 否 三 经营情况讨论与分析 报告期经营情况简介 公司需遵守深交所行业信息披露指引 报告期内 面对复杂多变的国内外经济形势 公司董事会和管理层紧紧围绕年度经营目标 积极应对 稳步推进各项工作 涉及财务报告的相关事项 与上一会计期间财务报告相比 会计政策 会计估计和核算方法发生变化的情况说明 报告期内发生重大会计差错更正需追溯重述的情况说明 公司报告期无重大会计差错更正需追溯重述的情况 与上年度财务报告相比 合并报表范围发生变化的情况说明 特此公告 董事会 二零二零年八月二十九日 证券代码 公司简称 公告编号 本公司及董事会全体成员保证信息披露的内容真实准确完整 没有虚假记载误导性陈述或重大遗漏 一 重要提示 本半年度报告摘要来自半年度报告全文 为全面了解本公司的经营成果财务状况及未来发展规划 投资者应当到证监会指定媒体仔细阅读半年度报告全文 董事监事高级管理人员异议声明 未亲自出席董事姓名 非标准审计意见提示 董事会审议的报告期普通股利润分配预案或公积金转增股本预案 公司计划不派发现金红利 不送红股 不以公积金转增股本 二 公司基本情况 公司简介 股票简称 股票上市交易所 深圳证券交易所 联系人和联系方式 董事会秘书 证券事务代表 办公地址 电话 电子信箱 主要会计数据和财务指标 公司是否需追溯调整或重述以前年度会计数据 本报告期 上年同期 本报告期比上年同期增减 营业收入 元 归属于上市公司股东的净利润 元 归属于上市公司股东的扣除非经常性损益的净利润 元 经营活动产生的现金流量净额 元 基本每股收益 元股 稀释每股收益 元股 加权平均净资产收益率 本报告期末 上年度末 本报告期末比上年度末增减 总资产 元 归属于上市公司股东的净资产 元 公司股东数量及持股情况 报告期末普通股股东总数 报告期末表决权恢复的优先股股东总数 前十名股东持股情况 股东名称 股东性质 持股比例 持股数量 持有有限售条件的股份数量 质押或冻结情况 股份状态 数量 境内非国有法人 境内自然人 上述股东关联关系或一致行动的说明 参与融资融券业务股东情况说明 控股股东或实际控制人变更情况 控股股东报告期内变更 公司报告期控股股东未发生变更 实际控制人报告期内变更 公司报告期实际控制人未发生变更 公司优先股股东总数及前十名优先股股东持股情况表 公司报告期无优先股股东持股情况 公司债券情况 公司是否存在公开发行并在证券交易所上市 且在半年度报告批准报出日未到期或到期未能全额兑付的公司债券 否 三 经营情况讨论与分析 报告期经营情况简介 公司需遵守深交所行业信息披露指引 报告期内 面对复杂多变的国内外经济形势 公司董事会和管理层紧紧围绕年度经营目标 积极应对 稳步推进各项工作 涉及财务报告的相关事项 与上一会计期间财务报告相比 会计政策 会计估计和核算方法发生变化的情况说明 报告期内发生重大会计差错更正需追溯重述的情况说明 公司报告期无重大会计差错更正需追溯重述的情况 与上年度财务报告相比 合并报表范围发生变化的情况说明 特此公告 董事会 二零二零年八月二十九日 证券代码 公司简称 公告编号 本公司及董事会全体成员保证信息披露的内容真实准确完整 没有虚假记载误导性陈述或重大遗漏 一 重要提示 本半年度报告摘要来自半年度报告全文 为全面了解本公司的经营成果财务状况及未来发展规划 投资者应当到证监会指定媒体仔细阅读半年度报告全文 董事监事高级管理人员异议声明 未亲自出席董事姓名 非标准审计意见提示 董事会审议的报告期普通股利润分配预案或公积金转增股本预案 公司计划不派发现金红利 不送红股 不以公积金转增股本 二 公司基本情况 公司简介 股票简称 股票上市交易所 深圳证券交易所 联系人和联系方式 董事会秘书 证券事务代表 办公地址 电话 电子信箱 主要会计数据和财务指标 公司是否需追溯调整或重述以前年度会计数据 本报告期 上年同期 本报告期比上年同期增减 营业收入 元 归属于上市公司股东的净利润 元 归属于上市公司股东的扣除非经常性损益的净利润 元 经营活动产生的现金流量净额 元 基本每股收益 元股 稀释每股收益 元股 加权平均净资产收益率 本报告期末 上年度末 本报告期末比上年度末增减 总资产 元 归属于上市公司股东的净资产 元 公司股东数量及持股情况 报告期末普通股股东总数 报告期末表决权恢复的优先股股东总数 前十名股东持股情况 股东名称 股东性质 持股比例 持股数量 持有有限售条件的股份数量 质押或冻结情况 股份状态 数量 境内非国有法人 境内自然人 上述股东关联关系或一致行动的说明 参与融资融券业务股东情况说明 控股股东或实际控制人变更情况 控股股东报告期内变更 公司报告期控股股东未发生变更 实际控制人报告期内变更 公司报告期实际控制人未发生变更 公司优先股股东总数及前十名优先股股东持股情况表 公司报告期无优先股股东持股情况 公司债券情况 公司是否存在公开发行并在证券交易所上市 且在半年度报告批准报出日未到期或到期未能全额兑付的公司债券 否 三 经营情况讨论与分析 报告期经营情况简介 公司需遵守深交所行业信息披露指引 报告期内 面对复杂多变的国内外经济形势 公司董事会和管理层紧紧围绕年度经营目标 积极应对 稳步推进各项工作 涉及财务报告的相关事项 与上一会计期间财务报告相比 会计政策 会计估计和核算方法发生变化的情况说明 报告期内发生重大会计差错更正需追溯重述的情况说明 公司报告期无重大会计差错更正需追溯重述的情况 与上年度财务报告相比 合并报表范围发生变化的情况说明 特此公告 董事会 二零二零年八月二十九日 证券代码 公司简称 公告编号 本公司及董事会全体成员保证信息披露的内容真实准确完整 没有虚假记载误导性陈述或重大遗漏 一 重要提示 本半年度报告摘要来自半年度报告全文 为全面了解本公司的经营成果财务状况及未来发展规划 投资者应当到证监会指定媒体仔细阅读半年度报告全文 董事监事高级管理人员异议声明 未亲自出席董事姓名 非标准审计意见提示 董事会审议的报告期普通股利润分配预案或公积金转增股本预案 公司计划不派发现金红利 不送红股 不以公积金转增股本 二 公司基本情况 公司简介 股票简称 股票上市交易所 深圳证券交易所 联系人和联系方式 董事会秘书 证券事务代表 办公地址 电话 电子信箱 主要会计数据和财务指标 公司是否需追溯调整或重述以前年度会计数据 本报告期 上年同期 本报告期比上年同期增减 营业收入 元 归属于上市公司股东的净利润 元 归属于上市公司股东的扣除非经常性损益的净利润 元 经营活动产生的现金流量净额 元 基本每股收益 元股 稀释每股收益 元股 加权平均净资产收益率 本报告期末 上年度末 本报告期末比上年度末增减 总资产 元 归属于上市公司股东的净资产 元 公司股东数量及持股情况 报告期末普通股股东总数 报告期末表决权恢复的优先股股东总数 前十名股东持股情况 股东名称 股东性质 持股比例 持股数量 持有有限售条件的股份数量 质押或冻结情况 股份状态 数量 境内非国有法人 境内自然人 上述股东关联关系或一致行动的说明 参与融资融券业务股东情况说明 控股股东或实际控制人变更情况 控股股东报告期内变更 公司报告期控股股东未发生变更 实际控制人报告期内变更 公司报告期实际控制人未发生变更 公司优先股股东总数及前十名优先股股东持股情况表 公司报告期无优先股股东持股情况 公司债券情况 公司是否存在公开发行并在证券交易所上市 且在半年度报告批准报出日未到期或到期未能全额兑付的公司债券 否 三 经营情况讨论与分析 报告期经营情况简介 公司需遵守深交所行业信息披露指引 报告期内 面对复杂多变的国内外经济形势 公司董事会和管理层紧紧围绕年度经营目标 积极应对 稳步推进各项工作 涉及财务报告的相关事项 与上一会计期间财务报告相比 会计政策 会计估计和核算方法发生变化的情况说明 报告期内发生重大会计差错更正需追溯重述的情况说明 公司报告期无重大会计差错更正需追溯重述的情况 与上年度财务报告相比 合并报表范围发生变化的情况说明 特此公告 董事会 二零二零年八月二十九日	[364, 51, 468, 1107]
column-divider	[360, 52, 361, 680]
section-letter: C	[16, 18, 35, 45]
column-divider	[246, 52, 247, 680]
masthead-rule	[16, 45, 468, 46]
